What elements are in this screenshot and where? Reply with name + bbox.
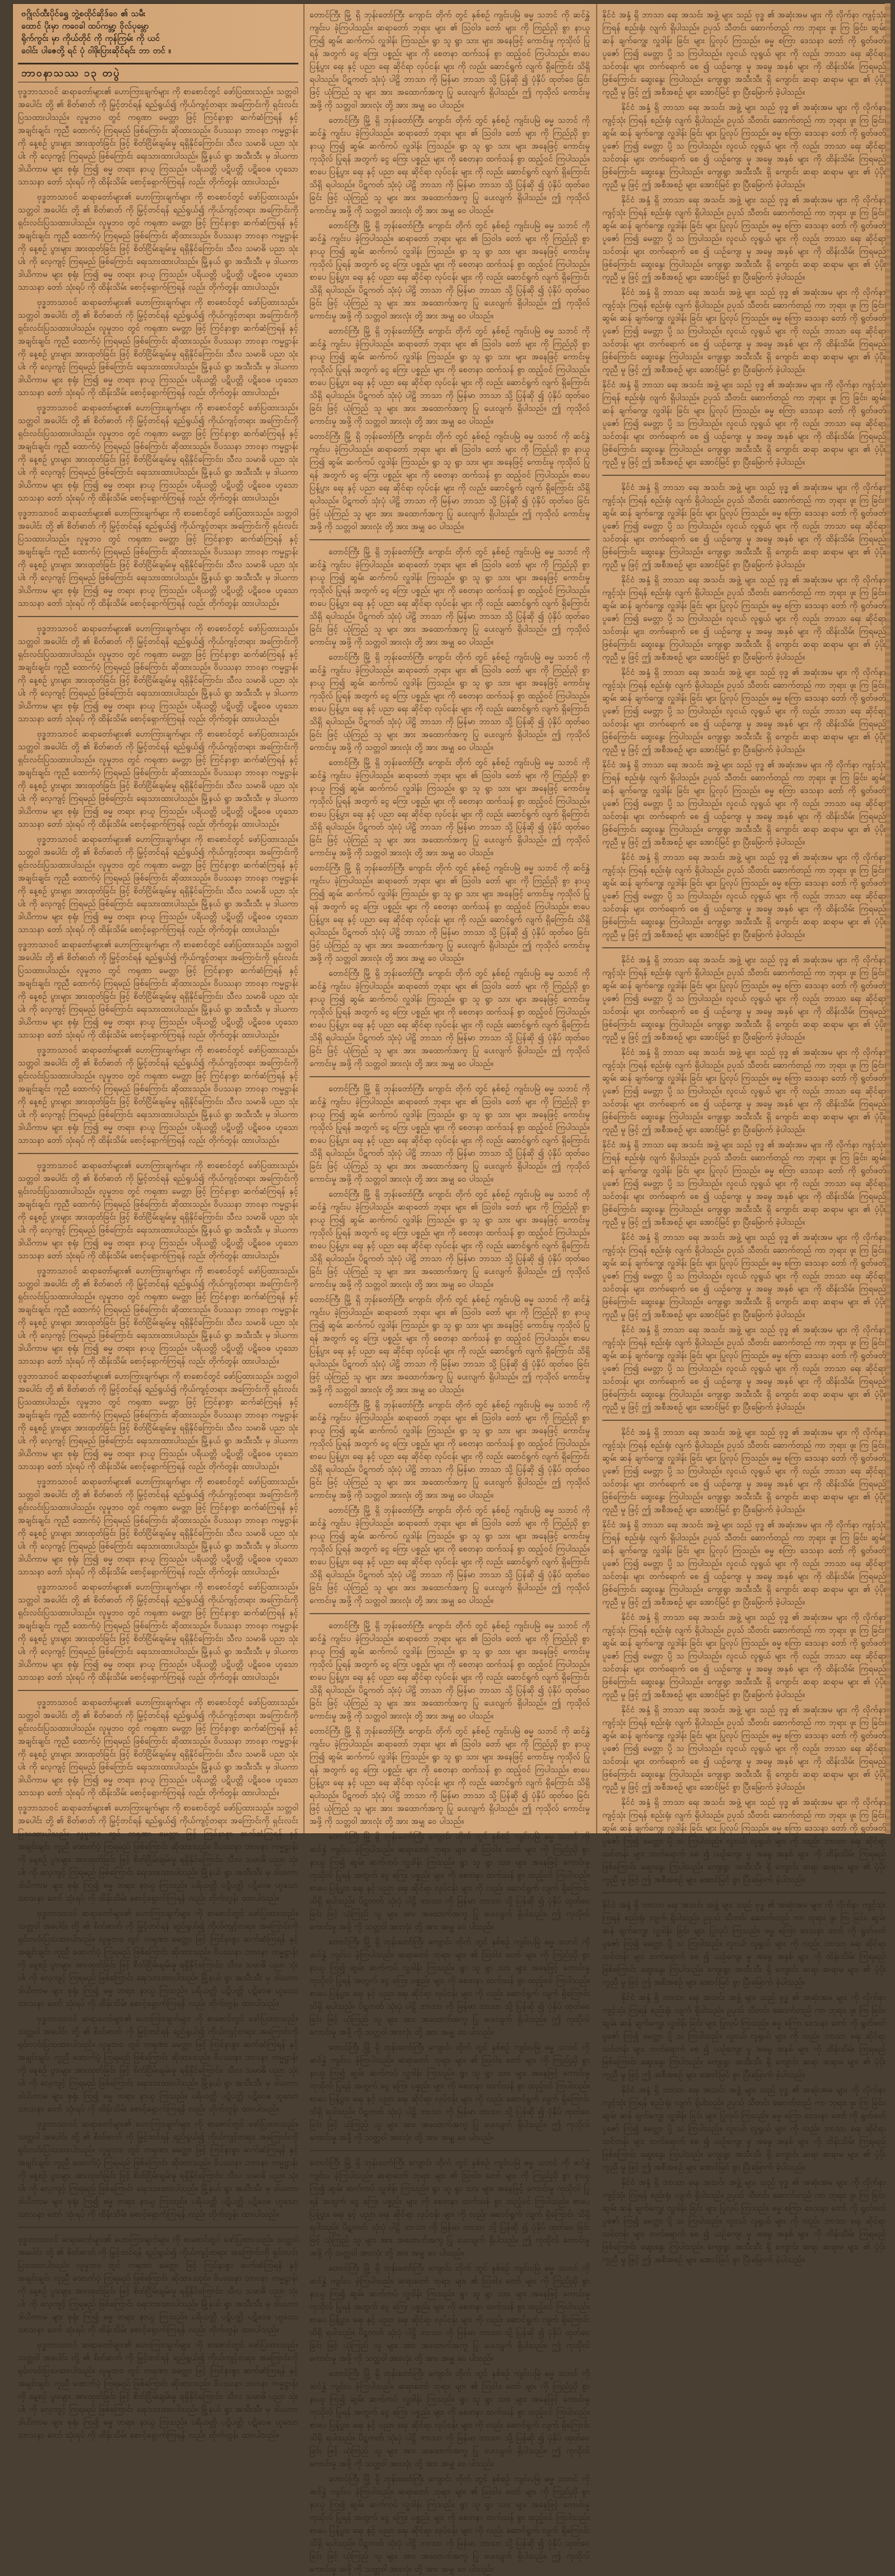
article-paragraph: တောင်ကြီး မြို့ ရှိ ဘုန်းတော်ကြီး ကျောင်း တိုက် တွင် နှစ်စဉ် ကျင်းပမြဲ ဓမ္မ သဘင် ကို ဆင်နွှဲ ကျင်းပ ခဲ့ကြပါသည်။ ဆရာတော် ဘုရား များ ၏ ဩဝါဒ တော် များ ကို ကြည်ညို စွာ နာယူ ကြ၍ ဆွမ်း ဆက်ကပ် လှူဒါန်း ကြသည်။ ရွာ သူ ရွာ သား များ အနေဖြင့် ကောင်းမှု ကုသိုလ် ပြုရန် အတွက် ငွေ ကြေး ပစ္စည်း များ ကို စေတနာ ထက်သန် စွာ ထည့်ဝင် ကြပါသည်။ စာပေ ပြန့်ပွား ရေး နှင့် ပညာ ရေး ဆိုင်ရာ လုပ်ငန်း များ ကို လည်း ဆောင်ရွက် လျက် ရှိကြောင်း သိရှိ ရပါသည်။ ပိဋကတ် သုံးပုံ ပါဠိ ဘာသာ ကို မြန်မာ ဘာသာ သို့ ပြန်ဆို ၍ ပုံနှိပ် ထုတ်ဝေ ခြင်း ဖြင့် ယုံကြည် သူ များ အား အထောက်အကူ ပြု ပေးလျက် ရှိပါသည်။ ဤ ကုသိုလ် ကောင်းမှု အဖို့ ကို သတ္တဝါ အားလုံး တို့ အား အမျှ ဝေ ပါသည်။ xyxy=(310,2369,590,2468)
section-divider xyxy=(602,947,886,948)
section-divider xyxy=(18,1690,298,1691)
article-paragraph: ဗုဒ္ဓဘာသာဝင် ဆရာတော်များ၏ ဟောကြားချက်များ ကို စာစောင်တွင် ဖော်ပြထားသည်။ သတ္တဝါ အပေါင်း တို့ ၏ စိတ်ဓာတ် ကို မြှင့်တင်ရန် ရည်ရွယ်၍ ကိုယ်ကျင့်တရား အကြောင်းကို ရှင်းလင်းပြသထားပါသည်။ လူမှုဘဝ တွင် ကရုဏာ မေတ္တာ ဖြင့် ကြင်နာစွာ ဆက်ဆံကြရန် နှင့် အချင်းချင်း ကူညီ ထောက်ပံ့ ကြရမည် ဖြစ်ကြောင်း ဆိုထားသည်။ ဝိပဿနာ ဘာဝနာ ကမ္မဋ္ဌာန်း ကို နေ့စဉ် ပွားများ အားထုတ်ခြင်း ဖြင့် စိတ်ငြိမ်းချမ်းမှု ရရှိနိုင်ကြောင်း၊ သီလ သမာဓိ ပညာ သုံးပါး ကို လေ့ကျင့် ကြရမည် ဖြစ်ကြောင်း ရေးသားထားပါသည်။ မြို့နယ် ရွာ အသီးသီး မှ ဒါယကာ ဒါယိကာမ များ စုရုံး ကြ၍ ဓမ္မ တရား နာယူ ကြသည်။ ပရိယတ္တိ ပဋိပတ္တိ ပဋိဝေဓ ဟူသော သာသနာ တော် သုံးရပ် ကို ထိန်းသိမ်း စောင့်ရှောက်ကြရန် လည်း တိုက်တွန်း ထားပါသည်။ xyxy=(18,298,298,397)
header-line: ရိုက်ကွင်း မှာ ကိုယ်တိုင် ကို ကုန်ကြမ်း ကို ယင် xyxy=(21,34,160,43)
column-1 xyxy=(18,3,298,2440)
article-paragraph: တောင်ကြီး မြို့ ရှိ ဘုန်းတော်ကြီး ကျောင်း တိုက် တွင် နှစ်စဉ် ကျင်းပမြဲ ဓမ္မ သဘင် ကို ဆင်နွှဲ ကျင်းပ ခဲ့ကြပါသည်။ ဆရာတော် ဘုရား များ ၏ ဩဝါဒ တော် များ ကို ကြည်ညို စွာ နာယူ ကြ၍ ဆွမ်း ဆက်ကပ် လှူဒါန်း ကြသည်။ ရွာ သူ ရွာ သား များ အနေဖြင့် ကောင်းမှု ကုသိုလ် ပြုရန် အတွက် ငွေ ကြေး ပစ္စည်း များ ကို စေတနာ ထက်သန် စွာ ထည့်ဝင် ကြပါသည်။ စာပေ ပြန့်ပွား ရေး နှင့် ပညာ ရေး ဆိုင်ရာ လုပ်ငန်း များ ကို လည်း ဆောင်ရွက် လျက် ရှိကြောင်း သိရှိ ရပါသည်။ ပိဋကတ် သုံးပုံ ပါဠိ ဘာသာ ကို မြန်မာ ဘာသာ သို့ ပြန်ဆို ၍ ပုံနှိပ် ထုတ်ဝေ ခြင်း ဖြင့် ယုံကြည် သူ များ အား အထောက်အကူ ပြု ပေးလျက် ရှိပါသည်။ ဤ ကုသိုလ် ကောင်းမှု အဖို့ ကို သတ္တဝါ အားလုံး တို့ အား အမျှ ဝေ ပါသည်။ xyxy=(310,1727,590,1826)
article-paragraph: နိုင်ငံ အနှံ့ ရှိ ဘာသာ ရေး အသင်း အဖွဲ့ များ သည် ဗုဒ္ဓ ၏ အဆုံးအမ များ ကို လိုက်နာ ကျင့်သုံး ကြရန် စည်းရုံး လျက် ရှိပါသည်။ ဥပုသ် သီတင်း ဆောက်တည် ကာ ဘုရား ဖူး ကြ ခြင်း၊ ဆွမ်း ဆန် ချက်ကျွေး လှူဒါန်း ခြင်း များ ပြုလုပ် ကြသည်။ ဓမ္မ စကြာ ဒေသနာ တော် ကို ရွတ်ဖတ် ပူဇော် ကြ၍ မေတ္တာ ပို့ သ ကြပါသည်။ လူငယ် လူရွယ် များ ကို လည်း ဘာသာ ရေး ဆိုင်ရာ သင်တန်း များ တက်ရောက် စေ ၍ ယဉ်ကျေး မှု အမွေ အနှစ် များ ကို ထိန်းသိမ်း ကြရမည် ဖြစ်ကြောင်း ဆွေးနွေး ကြပါသည်။ ကျေးရွာ အသီးသီး ရှိ ကျောင်း ဆရာ ဆရာမ များ ၏ ပံ့ပိုး ကူညီ မှု ဖြင့် ဤ အစီအစဉ် များ အောင်မြင် စွာ ပြီးမြောက် ခဲ့ပါသည်။ xyxy=(602,956,886,1042)
article-paragraph: တောင်ကြီး မြို့ ရှိ ဘုန်းတော်ကြီး ကျောင်း တိုက် တွင် နှစ်စဉ် ကျင်းပမြဲ ဓမ္မ သဘင် ကို ဆင်နွှဲ ကျင်းပ ခဲ့ကြပါသည်။ ဆရာတော် ဘုရား များ ၏ ဩဝါဒ တော် များ ကို ကြည်ညို စွာ နာယူ ကြ၍ ဆွမ်း ဆက်ကပ် လှူဒါန်း ကြသည်။ ရွာ သူ ရွာ သား များ အနေဖြင့် ကောင်းမှု ကုသိုလ် ပြုရန် အတွက် ငွေ ကြေး ပစ္စည်း များ ကို စေတနာ ထက်သန် စွာ ထည့်ဝင် ကြပါသည်။ စာပေ ပြန့်ပွား ရေး နှင့် ပညာ ရေး ဆိုင်ရာ လုပ်ငန်း များ ကို လည်း ဆောင်ရွက် လျက် ရှိကြောင်း သိရှိ ရပါသည်။ ပိဋကတ် သုံးပုံ ပါဠိ ဘာသာ ကို မြန်မာ ဘာသာ သို့ ပြန်ဆို ၍ ပုံနှိပ် ထုတ်ဝေ ခြင်း ဖြင့် ယုံကြည် သူ များ အား အထောက်အကူ ပြု ပေးလျက် ရှိပါသည်။ ဤ ကုသိုလ် ကောင်းမှု အဖို့ ကို သတ္တဝါ အားလုံး တို့ အား အမျှ ဝေ ပါသည်။ xyxy=(310,1506,590,1605)
article-paragraph: နိုင်ငံ အနှံ့ ရှိ ဘာသာ ရေး အသင်း အဖွဲ့ များ သည် ဗုဒ္ဓ ၏ အဆုံးအမ များ ကို လိုက်နာ ကျင့်သုံး ကြရန် စည်းရုံး လျက် ရှိပါသည်။ ဥပုသ် သီတင်း ဆောက်တည် ကာ ဘုရား ဖူး ကြ ခြင်း၊ ဆွမ်း ဆန် ချက်ကျွေး လှူဒါန်း ခြင်း များ ပြုလုပ် ကြသည်။ ဓမ္မ စကြာ ဒေသနာ တော် ကို ရွတ်ဖတ် ပူဇော် ကြ၍ မေတ္တာ ပို့ သ ကြပါသည်။ လူငယ် လူရွယ် များ ကို လည်း ဘာသာ ရေး ဆိုင်ရာ သင်တန်း များ တက်ရောက် စေ ၍ ယဉ်ကျေး မှု အမွေ အနှစ် များ ကို ထိန်းသိမ်း ကြရမည် ဖြစ်ကြောင်း ဆွေးနွေး ကြပါသည်။ ကျေးရွာ အသီးသီး ရှိ ကျောင်း ဆရာ ဆရာမ များ ၏ ပံ့ပိုး ကူညီ မှု ဖြင့် ဤ အစီအစဉ် များ အောင်မြင် စွာ ပြီးမြောက် ခဲ့ပါသည်။ xyxy=(602,1048,886,1134)
article-paragraph: ဗုဒ္ဓဘာသာဝင် ဆရာတော်များ၏ ဟောကြားချက်များ ကို စာစောင်တွင် ဖော်ပြထားသည်။ သတ္တဝါ အပေါင်း တို့ ၏ စိတ်ဓာတ် ကို မြှင့်တင်ရန် ရည်ရွယ်၍ ကိုယ်ကျင့်တရား အကြောင်းကို ရှင်းလင်းပြသထားပါသည်။ လူမှုဘဝ တွင် ကရုဏာ မေတ္တာ ဖြင့် ကြင်နာစွာ ဆက်ဆံကြရန် နှင့် အချင်းချင်း ကူညီ ထောက်ပံ့ ကြရမည် ဖြစ်ကြောင်း ဆိုထားသည်။ ဝိပဿနာ ဘာဝနာ ကမ္မဋ္ဌာန်း ကို နေ့စဉ် ပွားများ အားထုတ်ခြင်း ဖြင့် စိတ်ငြိမ်းချမ်းမှု ရရှိနိုင်ကြောင်း၊ သီလ သမာဓိ ပညာ သုံးပါး ကို လေ့ကျင့် ကြရမည် ဖြစ်ကြောင်း ရေးသားထားပါသည်။ မြို့နယ် ရွာ အသီးသီး မှ ဒါယကာ ဒါယိကာမ များ စုရုံး ကြ၍ ဓမ္မ တရား နာယူ ကြသည်။ ပရိယတ္တိ ပဋိပတ္တိ ပဋိဝေဓ ဟူသော သာသနာ တော် သုံးရပ် ကို ထိန်းသိမ်း စောင့်ရှောက်ကြရန် လည်း တိုက်တွန်း ထားပါသည်။ xyxy=(18,404,298,503)
article-paragraph: တောင်ကြီး မြို့ ရှိ ဘုန်းတော်ကြီး ကျောင်း တိုက် တွင် နှစ်စဉ် ကျင်းပမြဲ ဓမ္မ သဘင် ကို ဆင်နွှဲ ကျင်းပ ခဲ့ကြပါသည်။ ဆရာတော် ဘုရား များ ၏ ဩဝါဒ တော် များ ကို ကြည်ညို စွာ နာယူ ကြ၍ ဆွမ်း ဆက်ကပ် လှူဒါန်း ကြသည်။ ရွာ သူ ရွာ သား များ အနေဖြင့် ကောင်းမှု ကုသိုလ် ပြုရန် အတွက် ငွေ ကြေး ပစ္စည်း များ ကို စေတနာ ထက်သန် စွာ ထည့်ဝင် ကြပါသည်။ စာပေ ပြန့်ပွား ရေး နှင့် ပညာ ရေး ဆိုင်ရာ လုပ်ငန်း များ ကို လည်း ဆောင်ရွက် လျက် ရှိကြောင်း သိရှိ ရပါသည်။ ပိဋကတ် သုံးပုံ ပါဠိ ဘာသာ ကို မြန်မာ ဘာသာ သို့ ပြန်ဆို ၍ ပုံနှိပ် ထုတ်ဝေ ခြင်း ဖြင့် ယုံကြည် သူ များ အား အထောက်အကူ ပြု ပေးလျက် ရှိပါသည်။ ဤ ကုသိုလ် ကောင်းမှု အဖို့ ကို သတ္တဝါ အားလုံး တို့ အား အမျှ ဝေ ပါသည်။ xyxy=(310,432,590,531)
article-paragraph: နိုင်ငံ အနှံ့ ရှိ ဘာသာ ရေး အသင်း အဖွဲ့ များ သည် ဗုဒ္ဓ ၏ အဆုံးအမ များ ကို လိုက်နာ ကျင့်သုံး ကြရန် စည်းရုံး လျက် ရှိပါသည်။ ဥပုသ် သီတင်း ဆောက်တည် ကာ ဘုရား ဖူး ကြ ခြင်း၊ ဆွမ်း ဆန် ချက်ကျွေး လှူဒါန်း ခြင်း များ ပြုလုပ် ကြသည်။ ဓမ္မ စကြာ ဒေသနာ တော် ကို ရွတ်ဖတ် ပူဇော် ကြ၍ မေတ္တာ ပို့ သ ကြပါသည်။ လူငယ် လူရွယ် များ ကို လည်း ဘာသာ ရေး ဆိုင်ရာ သင်တန်း များ တက်ရောက် စေ ၍ ယဉ်ကျေး မှု အမွေ အနှစ် များ ကို ထိန်းသိမ်း ကြရမည် ဖြစ်ကြောင်း ဆွေးနွေး ကြပါသည်။ ကျေးရွာ အသီးသီး ရှိ ကျောင်း ဆရာ ဆရာမ များ ၏ ပံ့ပိုး ကူညီ မှု ဖြင့် ဤ အစီအစဉ် များ အောင်မြင် စွာ ပြီးမြောက် ခဲ့ပါသည်။ xyxy=(602,668,886,754)
article-paragraph: တောင်ကြီး မြို့ ရှိ ဘုန်းတော်ကြီး ကျောင်း တိုက် တွင် နှစ်စဉ် ကျင်းပမြဲ ဓမ္မ သဘင် ကို ဆင်နွှဲ ကျင်းပ ခဲ့ကြပါသည်။ ဆရာတော် ဘုရား များ ၏ ဩဝါဒ တော် များ ကို ကြည်ညို စွာ နာယူ ကြ၍ ဆွမ်း ဆက်ကပ် လှူဒါန်း ကြသည်။ ရွာ သူ ရွာ သား များ အနေဖြင့် ကောင်းမှု ကုသိုလ် ပြုရန် အတွက် ငွေ ကြေး ပစ္စည်း များ ကို စေတနာ ထက်သန် စွာ ထည့်ဝင် ကြပါသည်။ စာပေ ပြန့်ပွား ရေး နှင့် ပညာ ရေး ဆိုင်ရာ လုပ်ငန်း များ ကို လည်း ဆောင်ရွက် လျက် ရှိကြောင်း သိရှိ ရပါသည်။ ပိဋကတ် သုံးပုံ ပါဠိ ဘာသာ ကို မြန်မာ ဘာသာ သို့ ပြန်ဆို ၍ ပုံနှိပ် ထုတ်ဝေ ခြင်း ဖြင့် ယုံကြည် သူ များ အား အထောက်အကူ ပြု ပေးလျက် ရှိပါသည်။ ဤ ကုသိုလ် ကောင်းမှု အဖို့ ကို သတ္တဝါ အားလုံး တို့ အား အမျှ ဝေ ပါသည်။ xyxy=(310,1832,590,1931)
article-paragraph: တောင်ကြီး မြို့ ရှိ ဘုန်းတော်ကြီး ကျောင်း တိုက် တွင် နှစ်စဉ် ကျင်းပမြဲ ဓမ္မ သဘင် ကို ဆင်နွှဲ ကျင်းပ ခဲ့ကြပါသည်။ ဆရာတော် ဘုရား များ ၏ ဩဝါဒ တော် များ ကို ကြည်ညို စွာ နာယူ ကြ၍ ဆွမ်း ဆက်ကပ် လှူဒါန်း ကြသည်။ ရွာ သူ ရွာ သား များ အနေဖြင့် ကောင်းမှု ကုသိုလ် ပြုရန် အတွက် ငွေ ကြေး ပစ္စည်း များ ကို စေတနာ ထက်သန် စွာ ထည့်ဝင် ကြပါသည်။ စာပေ ပြန့်ပွား ရေး နှင့် ပညာ ရေး ဆိုင်ရာ လုပ်ငန်း များ ကို လည်း ဆောင်ရွက် လျက် ရှိကြောင်း သိရှိ ရပါသည်။ ပိဋကတ် သုံးပုံ ပါဠိ ဘာသာ ကို မြန်မာ ဘာသာ သို့ ပြန်ဆို ၍ ပုံနှိပ် ထုတ်ဝေ ခြင်း ဖြင့် ယုံကြည် သူ များ အား အထောက်အကူ ပြု ပေးလျက် ရှိပါသည်။ ဤ ကုသိုလ် ကောင်းမှု အဖို့ ကို သတ္တဝါ အားလုံး တို့ အား အမျှ ဝေ ပါသည်။ xyxy=(310,969,590,1068)
article-paragraph: ဗုဒ္ဓဘာသာဝင် ဆရာတော်များ၏ ဟောကြားချက်များ ကို စာစောင်တွင် ဖော်ပြထားသည်။ သတ္တဝါ အပေါင်း တို့ ၏ စိတ်ဓာတ် ကို မြှင့်တင်ရန် ရည်ရွယ်၍ ကိုယ်ကျင့်တရား အကြောင်းကို ရှင်းလင်းပြသထားပါသည်။ လူမှုဘဝ တွင် ကရုဏာ မေတ္တာ ဖြင့် ကြင်နာစွာ ဆက်ဆံကြရန် နှင့် အချင်းချင်း ကူညီ ထောက်ပံ့ ကြရမည် ဖြစ်ကြောင်း ဆိုထားသည်။ ဝိပဿနာ ဘာဝနာ ကမ္မဋ္ဌာန်း ကို နေ့စဉ် ပွားများ အားထုတ်ခြင်း ဖြင့် စိတ်ငြိမ်းချမ်းမှု ရရှိနိုင်ကြောင်း၊ သီလ သမာဓိ ပညာ သုံးပါး ကို လေ့ကျင့် ကြရမည် ဖြစ်ကြောင်း ရေးသားထားပါသည်။ မြို့နယ် ရွာ အသီးသီး မှ ဒါယကာ ဒါယိကာမ များ စုရုံး ကြ၍ ဓမ္မ တရား နာယူ ကြသည်။ ပရိယတ္တိ ပဋိပတ္တိ ပဋိဝေဓ ဟူသော သာသနာ တော် သုံးရပ် ကို ထိန်းသိမ်း စောင့်ရှောက်ကြရန် လည်း တိုက်တွန်း ထားပါသည်။ xyxy=(18,193,298,292)
article-paragraph: နိုင်ငံ အနှံ့ ရှိ ဘာသာ ရေး အသင်း အဖွဲ့ များ သည် ဗုဒ္ဓ ၏ အဆုံးအမ များ ကို လိုက်နာ ကျင့်သုံး ကြရန် စည်းရုံး လျက် ရှိပါသည်။ ဥပုသ် သီတင်း ဆောက်တည် ကာ ဘုရား ဖူး ကြ ခြင်း၊ ဆွမ်း ဆန် ချက်ကျွေး လှူဒါန်း ခြင်း များ ပြုလုပ် ကြသည်။ ဓမ္မ စကြာ ဒေသနာ တော် ကို ရွတ်ဖတ် ပူဇော် ကြ၍ မေတ္တာ ပို့ သ ကြပါသည်။ လူငယ် လူရွယ် များ ကို လည်း ဘာသာ ရေး ဆိုင်ရာ သင်တန်း များ တက်ရောက် စေ ၍ ယဉ်ကျေး မှု အမွေ အနှစ် များ ကို ထိန်းသိမ်း ကြရမည် ဖြစ်ကြောင်း ဆွေးနွေး ကြပါသည်။ ကျေးရွာ အသီးသီး ရှိ ကျောင်း ဆရာ ဆရာမ များ ၏ ပံ့ပိုး ကူညီ မှု ဖြင့် ဤ အစီအစဉ် များ အောင်မြင် စွာ ပြီးမြောက် ခဲ့ပါသည်။ xyxy=(602,288,886,374)
article-paragraph: ဗုဒ္ဓဘာသာဝင် ဆရာတော်များ၏ ဟောကြားချက်များ ကို စာစောင်တွင် ဖော်ပြထားသည်။ သတ္တဝါ အပေါင်း တို့ ၏ စိတ်ဓာတ် ကို မြှင့်တင်ရန် ရည်ရွယ်၍ ကိုယ်ကျင့်တရား အကြောင်းကို ရှင်းလင်းပြသထားပါသည်။ လူမှုဘဝ တွင် ကရုဏာ မေတ္တာ ဖြင့် ကြင်နာစွာ ဆက်ဆံကြရန် နှင့် အချင်းချင်း ကူညီ ထောက်ပံ့ ကြရမည် ဖြစ်ကြောင်း ဆိုထားသည်။ ဝိပဿနာ ဘာဝနာ ကမ္မဋ္ဌာန်း ကို နေ့စဉ် ပွားများ အားထုတ်ခြင်း ဖြင့် စိတ်ငြိမ်းချမ်းမှု ရရှိနိုင်ကြောင်း၊ သီလ သမာဓိ ပညာ သုံးပါး ကို လေ့ကျင့် ကြရမည် ဖြစ်ကြောင်း ရေးသားထားပါသည်။ မြို့နယ် ရွာ အသီးသီး မှ ဒါယကာ ဒါယိကာမ များ စုရုံး ကြ၍ ဓမ္မ တရား နာယူ ကြသည်။ ပရိယတ္တိ ပဋိပတ္တိ ပဋိဝေဓ ဟူသော သာသနာ တော် သုံးရပ် ကို ထိန်းသိမ်း စောင့်ရှောက်ကြရန် လည်း တိုက်တွန်း ထားပါသည်။ xyxy=(18,87,298,187)
article-paragraph: နိုင်ငံ အနှံ့ ရှိ ဘာသာ ရေး အသင်း အဖွဲ့ များ သည် ဗုဒ္ဓ ၏ အဆုံးအမ များ ကို လိုက်နာ ကျင့်သုံး ကြရန် စည်းရုံး လျက် ရှိပါသည်။ ဥပုသ် သီတင်း ဆောက်တည် ကာ ဘုရား ဖူး ကြ ခြင်း၊ ဆွမ်း ဆန် ချက်ကျွေး လှူဒါန်း ခြင်း များ ပြုလုပ် ကြသည်။ ဓမ္မ စကြာ ဒေသနာ တော် ကို ရွတ်ဖတ် ပူဇော် ကြ၍ မေတ္တာ ပို့ သ ကြပါသည်။ လူငယ် လူရွယ် များ ကို လည်း ဘာသာ ရေး ဆိုင်ရာ သင်တန်း များ တက်ရောက် စေ ၍ ယဉ်ကျေး မှု အမွေ အနှစ် များ ကို ထိန်းသိမ်း ကြရမည် ဖြစ်ကြောင်း ဆွေးနွေး ကြပါသည်။ ကျေးရွာ အသီးသီး ရှိ ကျောင်း ဆရာ ဆရာမ များ ၏ ပံ့ပိုး ကူညီ မှု ဖြင့် ဤ အစီအစဉ် များ အောင်မြင် စွာ ပြီးမြောက် ခဲ့ပါသည်။ xyxy=(602,1233,886,1319)
article-paragraph: နိုင်ငံ အနှံ့ ရှိ ဘာသာ ရေး အသင်း အဖွဲ့ များ သည် ဗုဒ္ဓ ၏ အဆုံးအမ များ ကို လိုက်နာ ကျင့်သုံး ကြရန် စည်းရုံး လျက် ရှိပါသည်။ ဥပုသ် သီတင်း ဆောက်တည် ကာ ဘုရား ဖူး ကြ ခြင်း၊ ဆွမ်း ဆန် ချက်ကျွေး လှူဒါန်း ခြင်း များ ပြုလုပ် ကြသည်။ ဓမ္မ စကြာ ဒေသနာ တော် ကို ရွတ်ဖတ် ပူဇော် ကြ၍ မေတ္တာ ပို့ သ ကြပါသည်။ လူငယ် လူရွယ် များ ကို လည်း ဘာသာ ရေး ဆိုင်ရာ သင်တန်း များ တက်ရောက် စေ ၍ ယဉ်ကျေး မှု အမွေ အနှစ် များ ကို ထိန်းသိမ်း ကြရမည် ဖြစ်ကြောင်း ဆွေးနွေး ကြပါသည်။ ကျေးရွာ အသီးသီး ရှိ ကျောင်း ဆရာ ဆရာမ များ ၏ ပံ့ပိုး ကူညီ မှု ဖြင့် ဤ အစီအစဉ် များ အောင်မြင် စွာ ပြီးမြောက် ခဲ့ပါသည်။ xyxy=(602,103,886,189)
article-paragraph: တောင်ကြီး မြို့ ရှိ ဘုန်းတော်ကြီး ကျောင်း တိုက် တွင် နှစ်စဉ် ကျင်းပမြဲ ဓမ္မ သဘင် ကို ဆင်နွှဲ ကျင်းပ ခဲ့ကြပါသည်။ ဆရာတော် ဘုရား များ ၏ ဩဝါဒ တော် များ ကို ကြည်ညို စွာ နာယူ ကြ၍ ဆွမ်း ဆက်ကပ် လှူဒါန်း ကြသည်။ ရွာ သူ ရွာ သား များ အနေဖြင့် ကောင်းမှု ကုသိုလ် ပြုရန် အတွက် ငွေ ကြေး ပစ္စည်း များ ကို စေတနာ ထက်သန် စွာ ထည့်ဝင် ကြပါသည်။ စာပေ ပြန့်ပွား ရေး နှင့် ပညာ ရေး ဆိုင်ရာ လုပ်ငန်း များ ကို လည်း ဆောင်ရွက် လျက် ရှိကြောင်း သိရှိ ရပါသည်။ ပိဋကတ် သုံးပုံ ပါဠိ ဘာသာ ကို မြန်မာ ဘာသာ သို့ ပြန်ဆို ၍ ပုံနှိပ် ထုတ်ဝေ ခြင်း ဖြင့် ယုံကြည် သူ များ အား အထောက်အကူ ပြု ပေးလျက် ရှိပါသည်။ ဤ ကုသိုလ် ကောင်းမှု အဖို့ ကို သတ္တဝါ အားလုံး တို့ အား အမျှ ဝေ ပါသည်။ xyxy=(310,2043,590,2142)
article-paragraph: နိုင်ငံ အနှံ့ ရှိ ဘာသာ ရေး အသင်း အဖွဲ့ များ သည် ဗုဒ္ဓ ၏ အဆုံးအမ များ ကို လိုက်နာ ကျင့်သုံး ကြရန် စည်းရုံး လျက် ရှိပါသည်။ ဥပုသ် သီတင်း ဆောက်တည် ကာ ဘုရား ဖူး ကြ ခြင်း၊ ဆွမ်း ဆန် ချက်ကျွေး လှူဒါန်း ခြင်း များ ပြုလုပ် ကြသည်။ ဓမ္မ စကြာ ဒေသနာ တော် ကို ရွတ်ဖတ် ပူဇော် ကြ၍ မေတ္တာ ပို့ သ ကြပါသည်။ လူငယ် လူရွယ် များ ကို လည်း ဘာသာ ရေး ဆိုင်ရာ သင်တန်း များ တက်ရောက် စေ ၍ ယဉ်ကျေး မှု အမွေ အနှစ် များ ကို ထိန်းသိမ်း ကြရမည် ဖြစ်ကြောင်း ဆွေးနွေး ကြပါသည်။ ကျေးရွာ အသီးသီး ရှိ ကျောင်း ဆရာ ဆရာမ များ ၏ ပံ့ပိုး ကူညီ မှု ဖြင့် ဤ အစီအစဉ် များ အောင်မြင် စွာ ပြီးမြောက် ခဲ့ပါသည်။ xyxy=(602,196,886,282)
section-divider xyxy=(310,539,590,540)
article-paragraph: နိုင်ငံ အနှံ့ ရှိ ဘာသာ ရေး အသင်း အဖွဲ့ များ သည် ဗုဒ္ဓ ၏ အဆုံးအမ များ ကို လိုက်နာ ကျင့်သုံး ကြရန် စည်းရုံး လျက် ရှိပါသည်။ ဥပုသ် သီတင်း ဆောက်တည် ကာ ဘုရား ဖူး ကြ ခြင်း၊ ဆွမ်း ဆန် ချက်ကျွေး လှူဒါန်း ခြင်း များ ပြုလုပ် ကြသည်။ ဓမ္မ စကြာ ဒေသနာ တော် ကို ရွတ်ဖတ် ပူဇော် ကြ၍ မေတ္တာ ပို့ သ ကြပါသည်။ လူငယ် လူရွယ် များ ကို လည်း ဘာသာ ရေး ဆိုင်ရာ သင်တန်း များ တက်ရောက် စေ ၍ ယဉ်ကျေး မှု အမွေ အနှစ် များ ကို ထိန်းသိမ်း ကြရမည် ဖြစ်ကြောင်း ဆွေးနွေး ကြပါသည်။ ကျေးရွာ အသီးသီး ရှိ ကျောင်း ဆရာ ဆရာမ များ ၏ ပံ့ပိုး ကူညီ မှု ဖြင့် ဤ အစီအစဉ် များ အောင်မြင် စွာ ပြီးမြောက် ခဲ့ပါသည်။ xyxy=(602,576,886,662)
article-paragraph: တောင်ကြီး မြို့ ရှိ ဘုန်းတော်ကြီး ကျောင်း တိုက် တွင် နှစ်စဉ် ကျင်းပမြဲ ဓမ္မ သဘင် ကို ဆင်နွှဲ ကျင်းပ ခဲ့ကြပါသည်။ ဆရာတော် ဘုရား များ ၏ ဩဝါဒ တော် များ ကို ကြည်ညို စွာ နာယူ ကြ၍ ဆွမ်း ဆက်ကပ် လှူဒါန်း ကြသည်။ ရွာ သူ ရွာ သား များ အနေဖြင့် ကောင်းမှု ကုသိုလ် ပြုရန် အတွက် ငွေ ကြေး ပစ္စည်း များ ကို စေတနာ ထက်သန် စွာ ထည့်ဝင် ကြပါသည်။ စာပေ ပြန့်ပွား ရေး နှင့် ပညာ ရေး ဆိုင်ရာ လုပ်ငန်း များ ကို လည်း ဆောင်ရွက် လျက် ရှိကြောင်း သိရှိ ရပါသည်။ ပိဋကတ် သုံးပုံ ပါဠိ ဘာသာ ကို မြန်မာ ဘာသာ သို့ ပြန်ဆို ၍ ပုံနှိပ် ထုတ်ဝေ ခြင်း ဖြင့် ယုံကြည် သူ များ အား အထောက်အကူ ပြု ပေးလျက် ရှိပါသည်။ ဤ ကုသိုလ် ကောင်းမှု အဖို့ ကို သတ္တဝါ အားလုံး တို့ အား အမျှ ဝေ ပါသည်။ xyxy=(310,116,590,215)
article-paragraph: တောင်ကြီး မြို့ ရှိ ဘုန်းတော်ကြီး ကျောင်း တိုက် တွင် နှစ်စဉ် ကျင်းပမြဲ ဓမ္မ သဘင် ကို ဆင်နွှဲ ကျင်းပ ခဲ့ကြပါသည်။ ဆရာတော် ဘုရား များ ၏ ဩဝါဒ တော် များ ကို ကြည်ညို စွာ နာယူ ကြ၍ ဆွမ်း ဆက်ကပ် လှူဒါန်း ကြသည်။ ရွာ သူ ရွာ သား များ အနေဖြင့် ကောင်းမှု ကုသိုလ် ပြုရန် အတွက် ငွေ ကြေး ပစ္စည်း များ ကို စေတနာ ထက်သန် စွာ ထည့်ဝင် ကြပါသည်။ စာပေ ပြန့်ပွား ရေး နှင့် ပညာ ရေး ဆိုင်ရာ လုပ်ငန်း များ ကို လည်း ဆောင်ရွက် လျက် ရှိကြောင်း သိရှိ ရပါသည်။ ပိဋကတ် သုံးပုံ ပါဠိ ဘာသာ ကို မြန်မာ ဘာသာ သို့ ပြန်ဆို ၍ ပုံနှိပ် ထုတ်ဝေ ခြင်း ဖြင့် ယုံကြည် သူ များ အား အထောက်အကူ ပြု ပေးလျက် ရှိပါသည်။ ဤ ကုသိုလ် ကောင်းမှု အဖို့ ကို သတ္တဝါ အားလုံး တို့ အား အမျှ ဝေ ပါသည်။ xyxy=(310,1938,590,2037)
section-divider xyxy=(310,1613,590,1614)
header-line: ၓဂ္ဂိုလ်ထီးပိုင်ရွှေ ဘွဲ့စထိုင်ဆိုဒ်ဝေ ၏ သမီး xyxy=(21,10,146,18)
article-paragraph: တောင်ကြီး မြို့ ရှိ ဘုန်းတော်ကြီး ကျောင်း တိုက် တွင် နှစ်စဉ် ကျင်းပမြဲ ဓမ္မ သဘင် ကို ဆင်နွှဲ ကျင်းပ ခဲ့ကြပါသည်။ ဆရာတော် ဘုရား များ ၏ ဩဝါဒ တော် များ ကို ကြည်ညို စွာ နာယူ ကြ၍ ဆွမ်း ဆက်ကပ် လှူဒါန်း ကြသည်။ ရွာ သူ ရွာ သား များ အနေဖြင့် ကောင်းမှု ကုသိုလ် ပြုရန် အတွက် ငွေ ကြေး ပစ္စည်း များ ကို စေတနာ ထက်သန် စွာ ထည့်ဝင် ကြပါသည်။ စာပေ ပြန့်ပွား ရေး နှင့် ပညာ ရေး ဆိုင်ရာ လုပ်ငန်း များ ကို လည်း ဆောင်ရွက် လျက် ရှိကြောင်း သိရှိ ရပါသည်။ ပိဋကတ် သုံးပုံ ပါဠိ ဘာသာ ကို မြန်မာ ဘာသာ သို့ ပြန်ဆို ၍ ပုံနှိပ် ထုတ်ဝေ ခြင်း ဖြင့် ယုံကြည် သူ များ အား အထောက်အကူ ပြု ပေးလျက် ရှိပါသည်။ ဤ ကုသိုလ် ကောင်းမှု အဖို့ ကို သတ္တဝါ အားလုံး တို့ အား အမျှ ဝေ ပါသည်။ xyxy=(310,1295,590,1394)
article-body xyxy=(18,86,298,2442)
article-paragraph: တောင်ကြီး မြို့ ရှိ ဘုန်းတော်ကြီး ကျောင်း တိုက် တွင် နှစ်စဉ် ကျင်းပမြဲ ဓမ္မ သဘင် ကို ဆင်နွှဲ ကျင်းပ ခဲ့ကြပါသည်။ ဆရာတော် ဘုရား များ ၏ ဩဝါဒ တော် များ ကို ကြည်ညို စွာ နာယူ ကြ၍ ဆွမ်း ဆက်ကပ် လှူဒါန်း ကြသည်။ ရွာ သူ ရွာ သား များ အနေဖြင့် ကောင်းမှု ကုသိုလ် ပြုရန် အတွက် ငွေ ကြေး ပစ္စည်း များ ကို စေတနာ ထက်သန် စွာ ထည့်ဝင် ကြပါသည်။ စာပေ ပြန့်ပွား ရေး နှင့် ပညာ ရေး ဆိုင်ရာ လုပ်ငန်း များ ကို လည်း ဆောင်ရွက် လျက် ရှိကြောင်း သိရှိ ရပါသည်။ ပိဋကတ် သုံးပုံ ပါဠိ ဘာသာ ကို မြန်မာ ဘာသာ သို့ ပြန်ဆို ၍ ပုံနှိပ် ထုတ်ဝေ ခြင်း ဖြင့် ယုံကြည် သူ များ အား အထောက်အကူ ပြု ပေးလျက် ရှိပါသည်။ ဤ ကုသိုလ် ကောင်းမှု အဖို့ ကို သတ္တဝါ အားလုံး တို့ အား အမျှ ဝေ ပါသည်။ xyxy=(310,758,590,858)
article-paragraph: နိုင်ငံ အနှံ့ ရှိ ဘာသာ ရေး အသင်း အဖွဲ့ များ သည် ဗုဒ္ဓ ၏ အဆုံးအမ များ ကို လိုက်နာ ကျင့်သုံး ကြရန် စည်းရုံး လျက် ရှိပါသည်။ ဥပုသ် သီတင်း ဆောက်တည် ကာ ဘုရား ဖူး ကြ ခြင်း၊ ဆွမ်း ဆန် ချက်ကျွေး လှူဒါန်း ခြင်း များ ပြုလုပ် ကြသည်။ ဓမ္မ စကြာ ဒေသနာ တော် ကို ရွတ်ဖတ် ပူဇော် ကြ၍ မေတ္တာ ပို့ သ ကြပါသည်။ လူငယ် လူရွယ် များ ကို လည်း ဘာသာ ရေး ဆိုင်ရာ သင်တန်း များ တက်ရောက် စေ ၍ ယဉ်ကျေး မှု အမွေ အနှစ် များ ကို ထိန်းသိမ်း ကြရမည် ဖြစ်ကြောင်း ဆွေးနွေး ကြပါသည်။ ကျေးရွာ အသီးသီး ရှိ ကျောင်း ဆရာ ဆရာမ များ ၏ ပံ့ပိုး ကူညီ မှု ဖြင့် ဤ အစီအစဉ် များ အောင်မြင် စွာ ပြီးမြောက် ခဲ့ပါသည်။ xyxy=(602,761,886,847)
column-3 xyxy=(602,3,886,2264)
article-paragraph: တောင်ကြီး မြို့ ရှိ ဘုန်းတော်ကြီး ကျောင်း တိုက် တွင် နှစ်စဉ် ကျင်းပမြဲ ဓမ္မ သဘင် ကို ဆင်နွှဲ ကျင်းပ ခဲ့ကြပါသည်။ ဆရာတော် ဘုရား များ ၏ ဩဝါဒ တော် များ ကို ကြည်ညို စွာ နာယူ ကြ၍ ဆွမ်း ဆက်ကပ် လှူဒါန်း ကြသည်။ ရွာ သူ ရွာ သား များ အနေဖြင့် ကောင်းမှု ကုသိုလ် ပြုရန် အတွက် ငွေ ကြေး ပစ္စည်း များ ကို စေတနာ ထက်သန် စွာ ထည့်ဝင် ကြပါသည်။ စာပေ ပြန့်ပွား ရေး နှင့် ပညာ ရေး ဆိုင်ရာ လုပ်ငန်း များ ကို လည်း ဆောင်ရွက် လျက် ရှိကြောင်း သိရှိ ရပါသည်။ ပိဋကတ် သုံးပုံ ပါဠိ ဘာသာ ကို မြန်မာ ဘာသာ သို့ ပြန်ဆို ၍ ပုံနှိပ် ထုတ်ဝေ ခြင်း ဖြင့် ယုံကြည် သူ များ အား အထောက်အကူ ပြု ပေးလျက် ရှိပါသည်။ ဤ ကုသိုလ် ကောင်းမှု အဖို့ ကို သတ္တဝါ အားလုံး တို့ အား အမျှ ဝေ ပါသည်။ xyxy=(310,653,590,752)
article-paragraph: တောင်ကြီး မြို့ ရှိ ဘုန်းတော်ကြီး ကျောင်း တိုက် တွင် နှစ်စဉ် ကျင်းပမြဲ ဓမ္မ သဘင် ကို ဆင်နွှဲ ကျင်းပ ခဲ့ကြပါသည်။ ဆရာတော် ဘုရား များ ၏ ဩဝါဒ တော် များ ကို ကြည်ညို စွာ နာယူ ကြ၍ ဆွမ်း ဆက်ကပ် လှူဒါန်း ကြသည်။ ရွာ သူ ရွာ သား များ အနေဖြင့် ကောင်းမှု ကုသိုလ် ပြုရန် အတွက် ငွေ ကြေး ပစ္စည်း များ ကို စေတနာ ထက်သန် စွာ ထည့်ဝင် ကြပါသည်။ စာပေ ပြန့်ပွား ရေး နှင့် ပညာ ရေး ဆိုင်ရာ လုပ်ငန်း များ ကို လည်း ဆောင်ရွက် လျက် ရှိကြောင်း သိရှိ ရပါသည်။ ပိဋကတ် သုံးပုံ ပါဠိ ဘာသာ ကို မြန်မာ ဘာသာ သို့ ပြန်ဆို ၍ ပုံနှိပ် ထုတ်ဝေ ခြင်း ဖြင့် ယုံကြည် သူ များ အား အထောက်အကူ ပြု ပေးလျက် ရှိပါသည်။ ဤ ကုသိုလ် ကောင်းမှု အဖို့ ကို သတ္တဝါ အားလုံး တို့ အား အမျှ ဝေ ပါသည်။ xyxy=(310,2158,590,2258)
article-paragraph: ဗုဒ္ဓဘာသာဝင် ဆရာတော်များ၏ ဟောကြားချက်များ ကို စာစောင်တွင် ဖော်ပြထားသည်။ သတ္တဝါ အပေါင်း တို့ ၏ စိတ်ဓာတ် ကို မြှင့်တင်ရန် ရည်ရွယ်၍ ကိုယ်ကျင့်တရား အကြောင်းကို ရှင်းလင်းပြသထားပါသည်။ လူမှုဘဝ တွင် ကရုဏာ မေတ္တာ ဖြင့် ကြင်နာစွာ ဆက်ဆံကြရန် နှင့် အချင်းချင်း ကူညီ ထောက်ပံ့ ကြရမည် ဖြစ်ကြောင်း ဆိုထားသည်။ ဝိပဿနာ ဘာဝနာ ကမ္မဋ္ဌာန်း ကို နေ့စဉ် ပွားများ အားထုတ်ခြင်း ဖြင့် စိတ်ငြိမ်းချမ်းမှု ရရှိနိုင်ကြောင်း၊ သီလ သမာဓိ ပညာ သုံးပါး ကို လေ့ကျင့် ကြရမည် ဖြစ်ကြောင်း ရေးသားထားပါသည်။ မြို့နယ် ရွာ အသီးသီး မှ ဒါယကာ ဒါယိကာမ များ စုရုံး ကြ၍ ဓမ္မ တရား နာယူ ကြသည်။ ပရိယတ္တိ ပဋိပတ္တိ ပဋိဝေဓ ဟူသော သာသနာ တော် သုံးရပ် ကို ထိန်းသိမ်း စောင့်ရှောက်ကြရန် လည်း တိုက်တွန်း ထားပါသည်။ xyxy=(18,2341,298,2440)
header-block xyxy=(18,3,298,57)
section-divider xyxy=(310,1076,590,1077)
article-paragraph: ဗုဒ္ဓဘာသာဝင် ဆရာတော်များ၏ ဟောကြားချက်များ ကို စာစောင်တွင် ဖော်ပြထားသည်။ သတ္တဝါ အပေါင်း တို့ ၏ စိတ်ဓာတ် ကို မြှင့်တင်ရန် ရည်ရွယ်၍ ကိုယ်ကျင့်တရား အကြောင်းကို ရှင်းလင်းပြသထားပါသည်။ လူမှုဘဝ တွင် ကရုဏာ မေတ္တာ ဖြင့် ကြင်နာစွာ ဆက်ဆံကြရန် နှင့် အချင်းချင်း ကူညီ ထောက်ပံ့ ကြရမည် ဖြစ်ကြောင်း ဆိုထားသည်။ ဝိပဿနာ ဘာဝနာ ကမ္မဋ္ဌာန်း ကို နေ့စဉ် ပွားများ အားထုတ်ခြင်း ဖြင့် စိတ်ငြိမ်းချမ်းမှု ရရှိနိုင်ကြောင်း၊ သီလ သမာဓိ ပညာ သုံးပါး ကို လေ့ကျင့် ကြရမည် ဖြစ်ကြောင်း ရေးသားထားပါသည်။ မြို့နယ် ရွာ အသီးသီး မှ ဒါယကာ ဒါယိကာမ များ စုရုံး ကြ၍ ဓမ္မ တရား နာယူ ကြသည်။ ပရိယတ္တိ ပဋိပတ္တိ ပဋိဝေဓ ဟူသော သာသနာ တော် သုံးရပ် ကို ထိန်းသိမ်း စောင့်ရှောက်ကြရန် လည်း တိုက်တွန်း ထားပါသည်။ xyxy=(18,1804,298,1903)
section-heading: ဘာဝနာသဿ ၁၃ တပွဲ xyxy=(18,63,298,82)
article-paragraph: ဗုဒ္ဓဘာသာဝင် ဆရာတော်များ၏ ဟောကြားချက်များ ကို စာစောင်တွင် ဖော်ပြထားသည်။ သတ္တဝါ အပေါင်း တို့ ၏ စိတ်ဓာတ် ကို မြှင့်တင်ရန် ရည်ရွယ်၍ ကိုယ်ကျင့်တရား အကြောင်းကို ရှင်းလင်းပြသထားပါသည်။ လူမှုဘဝ တွင် ကရုဏာ မေတ္တာ ဖြင့် ကြင်နာစွာ ဆက်ဆံကြရန် နှင့် အချင်းချင်း ကူညီ ထောက်ပံ့ ကြရမည် ဖြစ်ကြောင်း ဆိုထားသည်။ ဝိပဿနာ ဘာဝနာ ကမ္မဋ္ဌာန်း ကို နေ့စဉ် ပွားများ အားထုတ်ခြင်း ဖြင့် စိတ်ငြိမ်းချမ်းမှု ရရှိနိုင်ကြောင်း၊ သီလ သမာဓိ ပညာ သုံးပါး ကို လေ့ကျင့် ကြရမည် ဖြစ်ကြောင်း ရေးသားထားပါသည်။ မြို့နယ် ရွာ အသီးသီး မှ ဒါယကာ ဒါယိကာမ များ စုရုံး ကြ၍ ဓမ္မ တရား နာယူ ကြသည်။ ပရိယတ္တိ ပဋိပတ္တိ ပဋိဝေဓ ဟူသော သာသနာ တော် သုံးရပ် ကို ထိန်းသိမ်း စောင့်ရှောက်ကြရန် လည်း တိုက်တွန်း ထားပါသည်။ xyxy=(18,2014,298,2114)
section-divider xyxy=(18,2227,298,2228)
article-paragraph: နိုင်ငံ အနှံ့ ရှိ ဘာသာ ရေး အသင်း အဖွဲ့ များ သည် ဗုဒ္ဓ ၏ အဆုံးအမ များ ကို လိုက်နာ ကျင့်သုံး ကြရန် စည်းရုံး လျက် ရှိပါသည်။ ဥပုသ် သီတင်း ဆောက်တည် ကာ ဘုရား ဖူး ကြ ခြင်း၊ ဆွမ်း ဆန် ချက်ကျွေး လှူဒါန်း ခြင်း များ ပြုလုပ် ကြသည်။ ဓမ္မ စကြာ ဒေသနာ တော် ကို ရွတ်ဖတ် ပူဇော် ကြ၍ မေတ္တာ ပို့ သ ကြပါသည်။ လူငယ် လူရွယ် များ ကို လည်း ဘာသာ ရေး ဆိုင်ရာ သင်တန်း များ တက်ရောက် စေ ၍ ယဉ်ကျေး မှု အမွေ အနှစ် များ ကို ထိန်းသိမ်း ကြရမည် ဖြစ်ကြောင်း ဆွေးနွေး ကြပါသည်။ ကျေးရွာ အသီးသီး ရှိ ကျောင်း ဆရာ ဆရာမ များ ၏ ပံ့ပိုး ကူညီ မှု ဖြင့် ဤ အစီအစဉ် များ အောင်မြင် စွာ ပြီးမြောက် ခဲ့ပါသည်။ xyxy=(602,1521,886,1607)
article-paragraph: ဗုဒ္ဓဘာသာဝင် ဆရာတော်များ၏ ဟောကြားချက်များ ကို စာစောင်တွင် ဖော်ပြထားသည်။ သတ္တဝါ အပေါင်း တို့ ၏ စိတ်ဓာတ် ကို မြှင့်တင်ရန် ရည်ရွယ်၍ ကိုယ်ကျင့်တရား အကြောင်းကို ရှင်းလင်းပြသထားပါသည်။ လူမှုဘဝ တွင် ကရုဏာ မေတ္တာ ဖြင့် ကြင်နာစွာ ဆက်ဆံကြရန် နှင့် အချင်းချင်း ကူညီ ထောက်ပံ့ ကြရမည် ဖြစ်ကြောင်း ဆိုထားသည်။ ဝိပဿနာ ဘာဝနာ ကမ္မဋ္ဌာန်း ကို နေ့စဉ် ပွားများ အားထုတ်ခြင်း ဖြင့် စိတ်ငြိမ်းချမ်းမှု ရရှိနိုင်ကြောင်း၊ သီလ သမာဓိ ပညာ သုံးပါး ကို လေ့ကျင့် ကြရမည် ဖြစ်ကြောင်း ရေးသားထားပါသည်။ မြို့နယ် ရွာ အသီးသီး မှ ဒါယကာ ဒါယိကာမ များ စုရုံး ကြ၍ ဓမ္မ တရား နာယူ ကြသည်။ ပရိယတ္တိ ပဋိပတ္တိ ပဋိဝေဓ ဟူသော သာသနာ တော် သုံးရပ် ကို ထိန်းသိမ်း စောင့်ရှောက်ကြရန် လည်း တိုက်တွန်း ထားပါသည်။ xyxy=(18,835,298,934)
column-2 xyxy=(310,3,590,2574)
article-paragraph: ဗုဒ္ဓဘာသာဝင် ဆရာတော်များ၏ ဟောကြားချက်များ ကို စာစောင်တွင် ဖော်ပြထားသည်။ သတ္တဝါ အပေါင်း တို့ ၏ စိတ်ဓာတ် ကို မြှင့်တင်ရန် ရည်ရွယ်၍ ကိုယ်ကျင့်တရား အကြောင်းကို ရှင်းလင်းပြသထားပါသည်။ လူမှုဘဝ တွင် ကရုဏာ မေတ္တာ ဖြင့် ကြင်နာစွာ ဆက်ဆံကြရန် နှင့် အချင်းချင်း ကူညီ ထောက်ပံ့ ကြရမည် ဖြစ်ကြောင်း ဆိုထားသည်။ ဝိပဿနာ ဘာဝနာ ကမ္မဋ္ဌာန်း ကို နေ့စဉ် ပွားများ အားထုတ်ခြင်း ဖြင့် စိတ်ငြိမ်းချမ်းမှု ရရှိနိုင်ကြောင်း၊ သီလ သမာဓိ ပညာ သုံးပါး ကို လေ့ကျင့် ကြရမည် ဖြစ်ကြောင်း ရေးသားထားပါသည်။ မြို့နယ် ရွာ အသီးသီး မှ ဒါယကာ ဒါယိကာမ များ စုရုံး ကြ၍ ဓမ္မ တရား နာယူ ကြသည်။ ပရိယတ္တိ ပဋိပတ္တိ ပဋိဝေဓ ဟူသော သာသနာ တော် သုံးရပ် ကို ထိန်းသိမ်း စောင့်ရှောက်ကြရန် လည်း တိုက်တွန်း ထားပါသည်။ xyxy=(18,1267,298,1366)
article-paragraph: ဗုဒ္ဓဘာသာဝင် ဆရာတော်များ၏ ဟောကြားချက်များ ကို စာစောင်တွင် ဖော်ပြထားသည်။ သတ္တဝါ အပေါင်း တို့ ၏ စိတ်ဓာတ် ကို မြှင့်တင်ရန် ရည်ရွယ်၍ ကိုယ်ကျင့်တရား အကြောင်းကို ရှင်းလင်းပြသထားပါသည်။ လူမှုဘဝ တွင် ကရုဏာ မေတ္တာ ဖြင့် ကြင်နာစွာ ဆက်ဆံကြရန် နှင့် အချင်းချင်း ကူညီ ထောက်ပံ့ ကြရမည် ဖြစ်ကြောင်း ဆိုထားသည်။ ဝိပဿနာ ဘာဝနာ ကမ္မဋ္ဌာန်း ကို နေ့စဉ် ပွားများ အားထုတ်ခြင်း ဖြင့် စိတ်ငြိမ်းချမ်းမှု ရရှိနိုင်ကြောင်း၊ သီလ သမာဓိ ပညာ သုံးပါး ကို လေ့ကျင့် ကြရမည် ဖြစ်ကြောင်း ရေးသားထားပါသည်။ မြို့နယ် ရွာ အသီးသီး မှ ဒါယကာ ဒါယိကာမ များ စုရုံး ကြ၍ ဓမ္မ တရား နာယူ ကြသည်။ ပရိယတ္တိ ပဋိပတ္တိ ပဋိဝေဓ ဟူသော သာသနာ တော် သုံးရပ် ကို ထိန်းသိမ်း စောင့်ရှောက်ကြရန် လည်း တိုက်တွန်း ထားပါသည်။ xyxy=(18,730,298,829)
article-paragraph: ဗုဒ္ဓဘာသာဝင် ဆရာတော်များ၏ ဟောကြားချက်များ ကို စာစောင်တွင် ဖော်ပြထားသည်။ သတ္တဝါ အပေါင်း တို့ ၏ စိတ်ဓာတ် ကို မြှင့်တင်ရန် ရည်ရွယ်၍ ကိုယ်ကျင့်တရား အကြောင်းကို ရှင်းလင်းပြသထားပါသည်။ လူမှုဘဝ တွင် ကရုဏာ မေတ္တာ ဖြင့် ကြင်နာစွာ ဆက်ဆံကြရန် နှင့် အချင်းချင်း ကူညီ ထောက်ပံ့ ကြရမည် ဖြစ်ကြောင်း ဆိုထားသည်။ ဝိပဿနာ ဘာဝနာ ကမ္မဋ္ဌာန်း ကို နေ့စဉ် ပွားများ အားထုတ်ခြင်း ဖြင့် စိတ်ငြိမ်းချမ်းမှု ရရှိနိုင်ကြောင်း၊ သီလ သမာဓိ ပညာ သုံးပါး ကို လေ့ကျင့် ကြရမည် ဖြစ်ကြောင်း ရေးသားထားပါသည်။ မြို့နယ် ရွာ အသီးသီး မှ ဒါယကာ ဒါယိကာမ များ စုရုံး ကြ၍ ဓမ္မ တရား နာယူ ကြသည်။ ပရိယတ္တိ ပဋိပတ္တိ ပဋိဝေဓ ဟူသော သာသနာ တော် သုံးရပ် ကို ထိန်းသိမ်း စောင့်ရှောက်ကြရန် လည်း တိုက်တွန်း ထားပါသည်။ xyxy=(18,940,298,1040)
article-paragraph: နိုင်ငံ အနှံ့ ရှိ ဘာသာ ရေး အသင်း အဖွဲ့ များ သည် ဗုဒ္ဓ ၏ အဆုံးအမ များ ကို လိုက်နာ ကျင့်သုံး ကြရန် စည်းရုံး လျက် ရှိပါသည်။ ဥပုသ် သီတင်း ဆောက်တည် ကာ ဘုရား ဖူး ကြ ခြင်း၊ ဆွမ်း ဆန် ချက်ကျွေး လှူဒါန်း ခြင်း များ ပြုလုပ် ကြသည်။ ဓမ္မ စကြာ ဒေသနာ တော် ကို ရွတ်ဖတ် ပူဇော် ကြ၍ မေတ္တာ ပို့ သ ကြပါသည်။ လူငယ် လူရွယ် များ ကို လည်း ဘာသာ ရေး ဆိုင်ရာ သင်တန်း များ တက်ရောက် စေ ၍ ယဉ်ကျေး မှု အမွေ အနှစ် များ ကို ထိန်းသိမ်း ကြရမည် ဖြစ်ကြောင်း ဆွေးနွေး ကြပါသည်။ ကျေးရွာ အသီးသီး ရှိ ကျောင်း ဆရာ ဆရာမ များ ၏ ပံ့ပိုး ကူညီ မှု ဖြင့် ဤ အစီအစဉ် များ အောင်မြင် စွာ ပြီးမြောက် ခဲ့ပါသည်။ xyxy=(602,1326,886,1412)
article-paragraph: နိုင်ငံ အနှံ့ ရှိ ဘာသာ ရေး အသင်း အဖွဲ့ များ သည် ဗုဒ္ဓ ၏ အဆုံးအမ များ ကို လိုက်နာ ကျင့်သုံး ကြရန် စည်းရုံး လျက် ရှိပါသည်။ ဥပုသ် သီတင်း ဆောက်တည် ကာ ဘုရား ဖူး ကြ ခြင်း၊ ဆွမ်း ဆန် ချက်ကျွေး လှူဒါန်း ခြင်း များ ပြုလုပ် ကြသည်။ ဓမ္မ စကြာ ဒေသနာ တော် ကို ရွတ်ဖတ် ပူဇော် ကြ၍ မေတ္တာ ပို့ သ ကြပါသည်။ လူငယ် လူရွယ် များ ကို လည်း ဘာသာ ရေး ဆိုင်ရာ သင်တန်း များ တက်ရောက် စေ ၍ ယဉ်ကျေး မှု အမွေ အနှစ် များ ကို ထိန်းသိမ်း ကြရမည် ဖြစ်ကြောင်း ဆွေးနွေး ကြပါသည်။ ကျေးရွာ အသီးသီး ရှိ ကျောင်း ဆရာ ဆရာမ များ ၏ ပံ့ပိုး ကူညီ မှု ဖြင့် ဤ အစီအစဉ် များ အောင်မြင် စွာ ပြီးမြောက် ခဲ့ပါသည်။ xyxy=(602,1993,886,2079)
article-paragraph: နိုင်ငံ အနှံ့ ရှိ ဘာသာ ရေး အသင်း အဖွဲ့ များ သည် ဗုဒ္ဓ ၏ အဆုံးအမ များ ကို လိုက်နာ ကျင့်သုံး ကြရန် စည်းရုံး လျက် ရှိပါသည်။ ဥပုသ် သီတင်း ဆောက်တည် ကာ ဘုရား ဖူး ကြ ခြင်း၊ ဆွမ်း ဆန် ချက်ကျွေး လှူဒါန်း ခြင်း များ ပြုလုပ် ကြသည်။ ဓမ္မ စကြာ ဒေသနာ တော် ကို ရွတ်ဖတ် ပူဇော် ကြ၍ မေတ္တာ ပို့ သ ကြပါသည်။ လူငယ် လူရွယ် များ ကို လည်း ဘာသာ ရေး ဆိုင်ရာ သင်တန်း များ တက်ရောက် စေ ၍ ယဉ်ကျေး မှု အမွေ အနှစ် များ ကို ထိန်းသိမ်း ကြရမည် ဖြစ်ကြောင်း ဆွေးနွေး ကြပါသည်။ ကျေးရွာ အသီးသီး ရှိ ကျောင်း ဆရာ ဆရာမ များ ၏ ပံ့ပိုး ကူညီ မှု ဖြင့် ဤ အစီအစဉ် များ အောင်မြင် စွာ ပြီးမြောက် ခဲ့ပါသည်။ xyxy=(602,1141,886,1227)
article-paragraph: ဗုဒ္ဓဘာသာဝင် ဆရာတော်များ၏ ဟောကြားချက်များ ကို စာစောင်တွင် ဖော်ပြထားသည်။ သတ္တဝါ အပေါင်း တို့ ၏ စိတ်ဓာတ် ကို မြှင့်တင်ရန် ရည်ရွယ်၍ ကိုယ်ကျင့်တရား အကြောင်းကို ရှင်းလင်းပြသထားပါသည်။ လူမှုဘဝ တွင် ကရုဏာ မေတ္တာ ဖြင့် ကြင်နာစွာ ဆက်ဆံကြရန် နှင့် အချင်းချင်း ကူညီ ထောက်ပံ့ ကြရမည် ဖြစ်ကြောင်း ဆိုထားသည်။ ဝိပဿနာ ဘာဝနာ ကမ္မဋ္ဌာန်း ကို နေ့စဉ် ပွားများ အားထုတ်ခြင်း ဖြင့် စိတ်ငြိမ်းချမ်းမှု ရရှိနိုင်ကြောင်း၊ သီလ သမာဓိ ပညာ သုံးပါး ကို လေ့ကျင့် ကြရမည် ဖြစ်ကြောင်း ရေးသားထားပါသည်။ မြို့နယ် ရွာ အသီးသီး မှ ဒါယကာ ဒါယိကာမ များ စုရုံး ကြ၍ ဓမ္မ တရား နာယူ ကြသည်။ ပရိယတ္တိ ပဋိပတ္တိ ပဋိဝေဓ ဟူသော သာသနာ တော် သုံးရပ် ကို ထိန်းသိမ်း စောင့်ရှောက်ကြရန် လည်း တိုက်တွန်း ထားပါသည်။ xyxy=(18,624,298,724)
section-divider xyxy=(602,1420,886,1421)
article-paragraph: နိုင်ငံ အနှံ့ ရှိ ဘာသာ ရေး အသင်း အဖွဲ့ များ သည် ဗုဒ္ဓ ၏ အဆုံးအမ များ ကို လိုက်နာ ကျင့်သုံး ကြရန် စည်းရုံး လျက် ရှိပါသည်။ ဥပုသ် သီတင်း ဆောက်တည် ကာ ဘုရား ဖူး ကြ ခြင်း၊ ဆွမ်း ဆန် ချက်ကျွေး လှူဒါန်း ခြင်း များ ပြုလုပ် ကြသည်။ ဓမ္မ စကြာ ဒေသနာ တော် ကို ရွတ်ဖတ် ပူဇော် ကြ၍ မေတ္တာ ပို့ သ ကြပါသည်။ လူငယ် လူရွယ် များ ကို လည်း ဘာသာ ရေး ဆိုင်ရာ သင်တန်း များ တက်ရောက် စေ ၍ ယဉ်ကျေး မှု အမွေ အနှစ် များ ကို ထိန်းသိမ်း ကြရမည် ဖြစ်ကြောင်း ဆွေးနွေး ကြပါသည်။ ကျေးရွာ အသီးသီး ရှိ ကျောင်း ဆရာ ဆရာမ များ ၏ ပံ့ပိုး ကူညီ မှု ဖြင့် ဤ အစီအစဉ် များ အောင်မြင် စွာ ပြီးမြောက် ခဲ့ပါသည်။ xyxy=(602,1706,886,1792)
article-paragraph: တောင်ကြီး မြို့ ရှိ ဘုန်းတော်ကြီး ကျောင်း တိုက် တွင် နှစ်စဉ် ကျင်းပမြဲ ဓမ္မ သဘင် ကို ဆင်နွှဲ ကျင်းပ ခဲ့ကြပါသည်။ ဆရာတော် ဘုရား များ ၏ ဩဝါဒ တော် များ ကို ကြည်ညို စွာ နာယူ ကြ၍ ဆွမ်း ဆက်ကပ် လှူဒါန်း ကြသည်။ ရွာ သူ ရွာ သား များ အနေဖြင့် ကောင်းမှု ကုသိုလ် ပြုရန် အတွက် ငွေ ကြေး ပစ္စည်း များ ကို စေတနာ ထက်သန် စွာ ထည့်ဝင် ကြပါသည်။ စာပေ ပြန့်ပွား ရေး နှင့် ပညာ ရေး ဆိုင်ရာ လုပ်ငန်း များ ကို လည်း ဆောင်ရွက် လျက် ရှိကြောင်း သိရှိ ရပါသည်။ ပိဋကတ် သုံးပုံ ပါဠိ ဘာသာ ကို မြန်မာ ဘာသာ သို့ ပြန်ဆို ၍ ပုံနှိပ် ထုတ်ဝေ ခြင်း ဖြင့် ယုံကြည် သူ များ အား အထောက်အကူ ပြု ပေးလျက် ရှိပါသည်။ ဤ ကုသိုလ် ကောင်းမှု အဖို့ ကို သတ္တဝါ အားလုံး တို့ အား အမျှ ဝေ ပါသည်။ xyxy=(310,548,590,647)
article-paragraph: တောင်ကြီး မြို့ ရှိ ဘုန်းတော်ကြီး ကျောင်း တိုက် တွင် နှစ်စဉ် ကျင်းပမြဲ ဓမ္မ သဘင် ကို ဆင်နွှဲ ကျင်းပ ခဲ့ကြပါသည်။ ဆရာတော် ဘုရား များ ၏ ဩဝါဒ တော် များ ကို ကြည်ညို စွာ နာယူ ကြ၍ ဆွမ်း ဆက်ကပ် လှူဒါန်း ကြသည်။ ရွာ သူ ရွာ သား များ အနေဖြင့် ကောင်းမှု ကုသိုလ် ပြုရန် အတွက် ငွေ ကြေး ပစ္စည်း များ ကို စေတနာ ထက်သန် စွာ ထည့်ဝင် ကြပါသည်။ စာပေ ပြန့်ပွား ရေး နှင့် ပညာ ရေး ဆိုင်ရာ လုပ်ငန်း များ ကို လည်း ဆောင်ရွက် လျက် ရှိကြောင်း သိရှိ ရပါသည်။ ပိဋကတ် သုံးပုံ ပါဠိ ဘာသာ ကို မြန်မာ ဘာသာ သို့ ပြန်ဆို ၍ ပုံနှိပ် ထုတ်ဝေ ခြင်း ဖြင့် ယုံကြည် သူ များ အား အထောက်အကူ ပြု ပေးလျက် ရှိပါသည်။ ဤ ကုသိုလ် ကောင်းမှု အဖို့ ကို သတ္တဝါ အားလုံး တို့ အား အမျှ ဝေ ပါသည်။ xyxy=(310,1085,590,1184)
article-body xyxy=(602,3,886,2267)
article-paragraph: ဗုဒ္ဓဘာသာဝင် ဆရာတော်များ၏ ဟောကြားချက်များ ကို စာစောင်တွင် ဖော်ပြထားသည်။ သတ္တဝါ အပေါင်း တို့ ၏ စိတ်ဓာတ် ကို မြှင့်တင်ရန် ရည်ရွယ်၍ ကိုယ်ကျင့်တရား အကြောင်းကို ရှင်းလင်းပြသထားပါသည်။ လူမှုဘဝ တွင် ကရုဏာ မေတ္တာ ဖြင့် ကြင်နာစွာ ဆက်ဆံကြရန် နှင့် အချင်းချင်း ကူညီ ထောက်ပံ့ ကြရမည် ဖြစ်ကြောင်း ဆိုထားသည်။ ဝိပဿနာ ဘာဝနာ ကမ္မဋ္ဌာန်း ကို နေ့စဉ် ပွားများ အားထုတ်ခြင်း ဖြင့် စိတ်ငြိမ်းချမ်းမှု ရရှိနိုင်ကြောင်း၊ သီလ သမာဓိ ပညာ သုံးပါး ကို လေ့ကျင့် ကြရမည် ဖြစ်ကြောင်း ရေးသားထားပါသည်။ မြို့နယ် ရွာ အသီးသီး မှ ဒါယကာ ဒါယိကာမ များ စုရုံး ကြ၍ ဓမ္မ တရား နာယူ ကြသည်။ ပရိယတ္တိ ပဋိပတ္တိ ပဋိဝေဓ ဟူသော သာသနာ တော် သုံးရပ် ကို ထိန်းသိမ်း စောင့်ရှောက်ကြရန် လည်း တိုက်တွန်း ထားပါသည်။ xyxy=(18,1372,298,1471)
article-paragraph: နိုင်ငံ အနှံ့ ရှိ ဘာသာ ရေး အသင်း အဖွဲ့ များ သည် ဗုဒ္ဓ ၏ အဆုံးအမ များ ကို လိုက်နာ ကျင့်သုံး ကြရန် စည်းရုံး လျက် ရှိပါသည်။ ဥပုသ် သီတင်း ဆောက်တည် ကာ ဘုရား ဖူး ကြ ခြင်း၊ ဆွမ်း ဆန် ချက်ကျွေး လှူဒါန်း ခြင်း များ ပြုလုပ် ကြသည်။ ဓမ္မ စကြာ ဒေသနာ တော် ကို ရွတ်ဖတ် ပူဇော် ကြ၍ မေတ္တာ ပို့ သ ကြပါသည်။ လူငယ် လူရွယ် များ ကို လည်း ဘာသာ ရေး ဆိုင်ရာ သင်တန်း များ တက်ရောက် စေ ၍ ယဉ်ကျေး မှု အမွေ အနှစ် များ ကို ထိန်းသိမ်း ကြရမည် ဖြစ်ကြောင်း ဆွေးနွေး ကြပါသည်။ ကျေးရွာ အသီးသီး ရှိ ကျောင်း ဆရာ ဆရာမ များ ၏ ပံ့ပိုး ကူညီ မှု ဖြင့် ဤ အစီအစဉ် များ အောင်မြင် စွာ ပြီးမြောက် ခဲ့ပါသည်။ xyxy=(602,2178,886,2264)
header-line: ဝေါင်း ပါဇေတို့ ရင် ပုံ ဝါဖိုးပြားဆိုင်ရင်း ဘာ တင် ။ xyxy=(21,47,172,55)
article-paragraph: နိုင်ငံ အနှံ့ ရှိ ဘာသာ ရေး အသင်း အဖွဲ့ များ သည် ဗုဒ္ဓ ၏ အဆုံးအမ များ ကို လိုက်နာ ကျင့်သုံး ကြရန် စည်းရုံး လျက် ရှိပါသည်။ ဥပုသ် သီတင်း ဆောက်တည် ကာ ဘုရား ဖူး ကြ ခြင်း၊ ဆွမ်း ဆန် ချက်ကျွေး လှူဒါန်း ခြင်း များ ပြုလုပ် ကြသည်။ ဓမ္မ စကြာ ဒေသနာ တော် ကို ရွတ်ဖတ် ပူဇော် ကြ၍ မေတ္တာ ပို့ သ ကြပါသည်။ လူငယ် လူရွယ် များ ကို လည်း ဘာသာ ရေး ဆိုင်ရာ သင်တန်း များ တက်ရောက် စေ ၍ ယဉ်ကျေး မှု အမွေ အနှစ် များ ကို ထိန်းသိမ်း ကြရမည် ဖြစ်ကြောင်း ဆွေးနွေး ကြပါသည်။ ကျေးရွာ အသီးသီး ရှိ ကျောင်း ဆရာ ဆရာမ များ ၏ ပံ့ပိုး ကူညီ မှု ဖြင့် ဤ အစီအစဉ် များ အောင်မြင် စွာ ပြီးမြောက် ခဲ့ပါသည်။ xyxy=(602,11,886,97)
section-divider xyxy=(18,616,298,617)
section-divider xyxy=(310,2150,590,2151)
article-paragraph: တောင်ကြီး မြို့ ရှိ ဘုန်းတော်ကြီး ကျောင်း တိုက် တွင် နှစ်စဉ် ကျင်းပမြဲ ဓမ္မ သဘင် ကို ဆင်နွှဲ ကျင်းပ ခဲ့ကြပါသည်။ ဆရာတော် ဘုရား များ ၏ ဩဝါဒ တော် များ ကို ကြည်ညို စွာ နာယူ ကြ၍ ဆွမ်း ဆက်ကပ် လှူဒါန်း ကြသည်။ ရွာ သူ ရွာ သား များ အနေဖြင့် ကောင်းမှု ကုသိုလ် ပြုရန် အတွက် ငွေ ကြေး ပစ္စည်း များ ကို စေတနာ ထက်သန် စွာ ထည့်ဝင် ကြပါသည်။ စာပေ ပြန့်ပွား ရေး နှင့် ပညာ ရေး ဆိုင်ရာ လုပ်ငန်း များ ကို လည်း ဆောင်ရွက် လျက် ရှိကြောင်း သိရှိ ရပါသည်။ ပိဋကတ် သုံးပုံ ပါဠိ ဘာသာ ကို မြန်မာ ဘာသာ သို့ ပြန်ဆို ၍ ပုံနှိပ် ထုတ်ဝေ ခြင်း ဖြင့် ယုံကြည် သူ များ အား အထောက်အကူ ပြု ပေးလျက် ရှိပါသည်။ ဤ ကုသိုလ် ကောင်းမှု အဖို့ ကို သတ္တဝါ အားလုံး တို့ အား အမျှ ဝေ ပါသည်။ xyxy=(310,327,590,426)
article-paragraph: နိုင်ငံ အနှံ့ ရှိ ဘာသာ ရေး အသင်း အဖွဲ့ များ သည် ဗုဒ္ဓ ၏ အဆုံးအမ များ ကို လိုက်နာ ကျင့်သုံး ကြရန် စည်းရုံး လျက် ရှိပါသည်။ ဥပုသ် သီတင်း ဆောက်တည် ကာ ဘုရား ဖူး ကြ ခြင်း၊ ဆွမ်း ဆန် ချက်ကျွေး လှူဒါန်း ခြင်း များ ပြုလုပ် ကြသည်။ ဓမ္မ စကြာ ဒေသနာ တော် ကို ရွတ်ဖတ် ပူဇော် ကြ၍ မေတ္တာ ပို့ သ ကြပါသည်။ လူငယ် လူရွယ် များ ကို လည်း ဘာသာ ရေး ဆိုင်ရာ သင်တန်း များ တက်ရောက် စေ ၍ ယဉ်ကျေး မှု အမွေ အနှစ် များ ကို ထိန်းသိမ်း ကြရမည် ဖြစ်ကြောင်း ဆွေးနွေး ကြပါသည်။ ကျေးရွာ အသီးသီး ရှိ ကျောင်း ဆရာ ဆရာမ များ ၏ ပံ့ပိုး ကူညီ မှု ဖြင့် ဤ အစီအစဉ် များ အောင်မြင် စွာ ပြီးမြောက် ခဲ့ပါသည်။ xyxy=(602,483,886,569)
article-paragraph: ဗုဒ္ဓဘာသာဝင် ဆရာတော်များ၏ ဟောကြားချက်များ ကို စာစောင်တွင် ဖော်ပြထားသည်။ သတ္တဝါ အပေါင်း တို့ ၏ စိတ်ဓာတ် ကို မြှင့်တင်ရန် ရည်ရွယ်၍ ကိုယ်ကျင့်တရား အကြောင်းကို ရှင်းလင်းပြသထားပါသည်။ လူမှုဘဝ တွင် ကရုဏာ မေတ္တာ ဖြင့် ကြင်နာစွာ ဆက်ဆံကြရန် နှင့် အချင်းချင်း ကူညီ ထောက်ပံ့ ကြရမည် ဖြစ်ကြောင်း ဆိုထားသည်။ ဝိပဿနာ ဘာဝနာ ကမ္မဋ္ဌာန်း ကို နေ့စဉ် ပွားများ အားထုတ်ခြင်း ဖြင့် စိတ်ငြိမ်းချမ်းမှု ရရှိနိုင်ကြောင်း၊ သီလ သမာဓိ ပညာ သုံးပါး ကို လေ့ကျင့် ကြရမည် ဖြစ်ကြောင်း ရေးသားထားပါသည်။ မြို့နယ် ရွာ အသီးသီး မှ ဒါယကာ ဒါယိကာမ များ စုရုံး ကြ၍ ဓမ္မ တရား နာယူ ကြသည်။ ပရိယတ္တိ ပဋိပတ္တိ ပဋိဝေဓ ဟူသော သာသနာ တော် သုံးရပ် ကို ထိန်းသိမ်း စောင့်ရှောက်ကြရန် လည်း တိုက်တွန်း ထားပါသည်။ xyxy=(18,1046,298,1145)
article-paragraph: တောင်ကြီး မြို့ ရှိ ဘုန်းတော်ကြီး ကျောင်း တိုက် တွင် နှစ်စဉ် ကျင်းပမြဲ ဓမ္မ သဘင် ကို ဆင်နွှဲ ကျင်းပ ခဲ့ကြပါသည်။ ဆရာတော် ဘုရား များ ၏ ဩဝါဒ တော် များ ကို ကြည်ညို စွာ နာယူ ကြ၍ ဆွမ်း ဆက်ကပ် လှူဒါန်း ကြသည်။ ရွာ သူ ရွာ သား များ အနေဖြင့် ကောင်းမှု ကုသိုလ် ပြုရန် အတွက် ငွေ ကြေး ပစ္စည်း များ ကို စေတနာ ထက်သန် စွာ ထည့်ဝင် ကြပါသည်။ စာပေ ပြန့်ပွား ရေး နှင့် ပညာ ရေး ဆိုင်ရာ လုပ်ငန်း များ ကို လည်း ဆောင်ရွက် လျက် ရှိကြောင်း သိရှိ ရပါသည်။ ပိဋကတ် သုံးပုံ ပါဠိ ဘာသာ ကို မြန်မာ ဘာသာ သို့ ပြန်ဆို ၍ ပုံနှိပ် ထုတ်ဝေ ခြင်း ဖြင့် ယုံကြည် သူ များ အား အထောက်အကူ ပြု ပေးလျက် ရှိပါသည်။ ဤ ကုသိုလ် ကောင်းမှု အဖို့ ကို သတ္တဝါ အားလုံး တို့ အား အမျှ ဝေ ပါသည်။ xyxy=(310,2475,590,2574)
article-paragraph: တောင်ကြီး မြို့ ရှိ ဘုန်းတော်ကြီး ကျောင်း တိုက် တွင် နှစ်စဉ် ကျင်းပမြဲ ဓမ္မ သဘင် ကို ဆင်နွှဲ ကျင်းပ ခဲ့ကြပါသည်။ ဆရာတော် ဘုရား များ ၏ ဩဝါဒ တော် များ ကို ကြည်ညို စွာ နာယူ ကြ၍ ဆွမ်း ဆက်ကပ် လှူဒါန်း ကြသည်။ ရွာ သူ ရွာ သား များ အနေဖြင့် ကောင်းမှု ကုသိုလ် ပြုရန် အတွက် ငွေ ကြေး ပစ္စည်း များ ကို စေတနာ ထက်သန် စွာ ထည့်ဝင် ကြပါသည်။ စာပေ ပြန့်ပွား ရေး နှင့် ပညာ ရေး ဆိုင်ရာ လုပ်ငန်း များ ကို လည်း ဆောင်ရွက် လျက် ရှိကြောင်း သိရှိ ရပါသည်။ ပိဋကတ် သုံးပုံ ပါဠိ ဘာသာ ကို မြန်မာ ဘာသာ သို့ ပြန်ဆို ၍ ပုံနှိပ် ထုတ်ဝေ ခြင်း ဖြင့် ယုံကြည် သူ များ အား အထောက်အကူ ပြု ပေးလျက် ရှိပါသည်။ ဤ ကုသိုလ် ကောင်းမှု အဖို့ ကို သတ္တဝါ အားလုံး တို့ အား အမျှ ဝေ ပါသည်။ xyxy=(310,221,590,321)
article-paragraph: ဗုဒ္ဓဘာသာဝင် ဆရာတော်များ၏ ဟောကြားချက်များ ကို စာစောင်တွင် ဖော်ပြထားသည်။ သတ္တဝါ အပေါင်း တို့ ၏ စိတ်ဓာတ် ကို မြှင့်တင်ရန် ရည်ရွယ်၍ ကိုယ်ကျင့်တရား အကြောင်းကို ရှင်းလင်းပြသထားပါသည်။ လူမှုဘဝ တွင် ကရုဏာ မေတ္တာ ဖြင့် ကြင်နာစွာ ဆက်ဆံကြရန် နှင့် အချင်းချင်း ကူညီ ထောက်ပံ့ ကြရမည် ဖြစ်ကြောင်း ဆိုထားသည်။ ဝိပဿနာ ဘာဝနာ ကမ္မဋ္ဌာန်း ကို နေ့စဉ် ပွားများ အားထုတ်ခြင်း ဖြင့် စိတ်ငြိမ်းချမ်းမှု ရရှိနိုင်ကြောင်း၊ သီလ သမာဓိ ပညာ သုံးပါး ကို လေ့ကျင့် ကြရမည် ဖြစ်ကြောင်း ရေးသားထားပါသည်။ မြို့နယ် ရွာ အသီးသီး မှ ဒါယကာ ဒါယိကာမ များ စုရုံး ကြ၍ ဓမ္မ တရား နာယူ ကြသည်။ ပရိယတ္တိ ပဋိပတ္တိ ပဋိဝေဓ ဟူသော သာသနာ တော် သုံးရပ် ကို ထိန်းသိမ်း စောင့်ရှောက်ကြရန် လည်း တိုက်တွန်း ထားပါသည်။ xyxy=(18,1477,298,1577)
article-paragraph: ဗုဒ္ဓဘာသာဝင် ဆရာတော်များ၏ ဟောကြားချက်များ ကို စာစောင်တွင် ဖော်ပြထားသည်။ သတ္တဝါ အပေါင်း တို့ ၏ စိတ်ဓာတ် ကို မြှင့်တင်ရန် ရည်ရွယ်၍ ကိုယ်ကျင့်တရား အကြောင်းကို ရှင်းလင်းပြသထားပါသည်။ လူမှုဘဝ တွင် ကရုဏာ မေတ္တာ ဖြင့် ကြင်နာစွာ ဆက်ဆံကြရန် နှင့် အချင်းချင်း ကူညီ ထောက်ပံ့ ကြရမည် ဖြစ်ကြောင်း ဆိုထားသည်။ ဝိပဿနာ ဘာဝနာ ကမ္မဋ္ဌာန်း ကို နေ့စဉ် ပွားများ အားထုတ်ခြင်း ဖြင့် စိတ်ငြိမ်းချမ်းမှု ရရှိနိုင်ကြောင်း၊ သီလ သမာဓိ ပညာ သုံးပါး ကို လေ့ကျင့် ကြရမည် ဖြစ်ကြောင်း ရေးသားထားပါသည်။ မြို့နယ် ရွာ အသီးသီး မှ ဒါယကာ ဒါယိကာမ များ စုရုံး ကြ၍ ဓမ္မ တရား နာယူ ကြသည်။ ပရိယတ္တိ ပဋိပတ္တိ ပဋိဝေဓ ဟူသော သာသနာ တော် သုံးရပ် ကို ထိန်းသိမ်း စောင့်ရှောက်ကြရန် လည်း တိုက်တွန်း ထားပါသည်။ xyxy=(18,1583,298,1682)
article-paragraph: တောင်ကြီး မြို့ ရှိ ဘုန်းတော်ကြီး ကျောင်း တိုက် တွင် နှစ်စဉ် ကျင်းပမြဲ ဓမ္မ သဘင် ကို ဆင်နွှဲ ကျင်းပ ခဲ့ကြပါသည်။ ဆရာတော် ဘုရား များ ၏ ဩဝါဒ တော် များ ကို ကြည်ညို စွာ နာယူ ကြ၍ ဆွမ်း ဆက်ကပ် လှူဒါန်း ကြသည်။ ရွာ သူ ရွာ သား များ အနေဖြင့် ကောင်းမှု ကုသိုလ် ပြုရန် အတွက် ငွေ ကြေး ပစ္စည်း များ ကို စေတနာ ထက်သန် စွာ ထည့်ဝင် ကြပါသည်။ စာပေ ပြန့်ပွား ရေး နှင့် ပညာ ရေး ဆိုင်ရာ လုပ်ငန်း များ ကို လည်း ဆောင်ရွက် လျက် ရှိကြောင်း သိရှိ ရပါသည်။ ပိဋကတ် သုံးပုံ ပါဠိ ဘာသာ ကို မြန်မာ ဘာသာ သို့ ပြန်ဆို ၍ ပုံနှိပ် ထုတ်ဝေ ခြင်း ဖြင့် ယုံကြည် သူ များ အား အထောက်အကူ ပြု ပေးလျက် ရှိပါသည်။ ဤ ကုသိုလ် ကောင်းမှု အဖို့ ကို သတ္တဝါ အားလုံး တို့ အား အမျှ ဝေ ပါသည်။ xyxy=(310,2264,590,2363)
article-paragraph: တောင်ကြီး မြို့ ရှိ ဘုန်းတော်ကြီး ကျောင်း တိုက် တွင် နှစ်စဉ် ကျင်းပမြဲ ဓမ္မ သဘင် ကို ဆင်နွှဲ ကျင်းပ ခဲ့ကြပါသည်။ ဆရာတော် ဘုရား များ ၏ ဩဝါဒ တော် များ ကို ကြည်ညို စွာ နာယူ ကြ၍ ဆွမ်း ဆက်ကပ် လှူဒါန်း ကြသည်။ ရွာ သူ ရွာ သား များ အနေဖြင့် ကောင်းမှု ကုသိုလ် ပြုရန် အတွက် ငွေ ကြေး ပစ္စည်း များ ကို စေတနာ ထက်သန် စွာ ထည့်ဝင် ကြပါသည်။ စာပေ ပြန့်ပွား ရေး နှင့် ပညာ ရေး ဆိုင်ရာ လုပ်ငန်း များ ကို လည်း ဆောင်ရွက် လျက် ရှိကြောင်း သိရှိ ရပါသည်။ ပိဋကတ် သုံးပုံ ပါဠိ ဘာသာ ကို မြန်မာ ဘာသာ သို့ ပြန်ဆို ၍ ပုံနှိပ် ထုတ်ဝေ ခြင်း ဖြင့် ယုံကြည် သူ များ အား အထောက်အကူ ပြု ပေးလျက် ရှိပါသည်။ ဤ ကုသိုလ် ကောင်းမှု အဖို့ ကို သတ္တဝါ အားလုံး တို့ အား အမျှ ဝေ ပါသည်။ xyxy=(310,864,590,963)
article-paragraph: ဗုဒ္ဓဘာသာဝင် ဆရာတော်များ၏ ဟောကြားချက်များ ကို စာစောင်တွင် ဖော်ပြထားသည်။ သတ္တဝါ အပေါင်း တို့ ၏ စိတ်ဓာတ် ကို မြှင့်တင်ရန် ရည်ရွယ်၍ ကိုယ်ကျင့်တရား အကြောင်းကို ရှင်းလင်းပြသထားပါသည်။ လူမှုဘဝ တွင် ကရုဏာ မေတ္တာ ဖြင့် ကြင်နာစွာ ဆက်ဆံကြရန် နှင့် အချင်းချင်း ကူညီ ထောက်ပံ့ ကြရမည် ဖြစ်ကြောင်း ဆိုထားသည်။ ဝိပဿနာ ဘာဝနာ ကမ္မဋ္ဌာန်း ကို နေ့စဉ် ပွားများ အားထုတ်ခြင်း ဖြင့် စိတ်ငြိမ်းချမ်းမှု ရရှိနိုင်ကြောင်း၊ သီလ သမာဓိ ပညာ သုံးပါး ကို လေ့ကျင့် ကြရမည် ဖြစ်ကြောင်း ရေးသားထားပါသည်။ မြို့နယ် ရွာ အသီးသီး မှ ဒါယကာ ဒါယိကာမ များ စုရုံး ကြ၍ ဓမ္မ တရား နာယူ ကြသည်။ ပရိယတ္တိ ပဋိပတ္တိ ပဋိဝေဓ ဟူသော သာသနာ တော် သုံးရပ် ကို ထိန်းသိမ်း စောင့်ရှောက်ကြရန် လည်း တိုက်တွန်း ထားပါသည်။ xyxy=(18,1909,298,2008)
article-paragraph: ဗုဒ္ဓဘာသာဝင် ဆရာတော်များ၏ ဟောကြားချက်များ ကို စာစောင်တွင် ဖော်ပြထားသည်။ သတ္တဝါ အပေါင်း တို့ ၏ စိတ်ဓာတ် ကို မြှင့်တင်ရန် ရည်ရွယ်၍ ကိုယ်ကျင့်တရား အကြောင်းကို ရှင်းလင်းပြသထားပါသည်။ လူမှုဘဝ တွင် ကရုဏာ မေတ္တာ ဖြင့် ကြင်နာစွာ ဆက်ဆံကြရန် နှင့် အချင်းချင်း ကူညီ ထောက်ပံ့ ကြရမည် ဖြစ်ကြောင်း ဆိုထားသည်။ ဝိပဿနာ ဘာဝနာ ကမ္မဋ္ဌာန်း ကို နေ့စဉ် ပွားများ အားထုတ်ခြင်း ဖြင့် စိတ်ငြိမ်းချမ်းမှု ရရှိနိုင်ကြောင်း၊ သီလ သမာဓိ ပညာ သုံးပါး ကို လေ့ကျင့် ကြရမည် ဖြစ်ကြောင်း ရေးသားထားပါသည်။ မြို့နယ် ရွာ အသီးသီး မှ ဒါယကာ ဒါယိကာမ များ စုရုံး ကြ၍ ဓမ္မ တရား နာယူ ကြသည်။ ပရိယတ္တိ ပဋိပတ္တိ ပဋိဝေဓ ဟူသော သာသနာ တော် သုံးရပ် ကို ထိန်းသိမ်း စောင့်ရှောက်ကြရန် လည်း တိုက်တွန်း ထားပါသည်။ xyxy=(18,509,298,608)
section-divider xyxy=(18,1153,298,1154)
column-rule xyxy=(596,3,597,1834)
article-body xyxy=(310,3,590,2576)
article-paragraph: နိုင်ငံ အနှံ့ ရှိ ဘာသာ ရေး အသင်း အဖွဲ့ များ သည် ဗုဒ္ဓ ၏ အဆုံးအမ များ ကို လိုက်နာ ကျင့်သုံး ကြရန် စည်းရုံး လျက် ရှိပါသည်။ ဥပုသ် သီတင်း ဆောက်တည် ကာ ဘုရား ဖူး ကြ ခြင်း၊ ဆွမ်း ဆန် ချက်ကျွေး လှူဒါန်း ခြင်း များ ပြုလုပ် ကြသည်။ ဓမ္မ စကြာ ဒေသနာ တော် ကို ရွတ်ဖတ် ပူဇော် ကြ၍ မေတ္တာ ပို့ သ ကြပါသည်။ လူငယ် လူရွယ် များ ကို လည်း ဘာသာ ရေး ဆိုင်ရာ သင်တန်း များ တက်ရောက် စေ ၍ ယဉ်ကျေး မှု အမွေ အနှစ် များ ကို ထိန်းသိမ်း ကြရမည် ဖြစ်ကြောင်း ဆွေးနွေး ကြပါသည်။ ကျေးရွာ အသီးသီး ရှိ ကျောင်း ဆရာ ဆရာမ များ ၏ ပံ့ပိုး ကူညီ မှု ဖြင့် ဤ အစီအစဉ် များ အောင်မြင် စွာ ပြီးမြောက် ခဲ့ပါသည်။ xyxy=(602,853,886,939)
column-rule xyxy=(303,3,305,1834)
article-paragraph: တောင်ကြီး မြို့ ရှိ ဘုန်းတော်ကြီး ကျောင်း တိုက် တွင် နှစ်စဉ် ကျင်းပမြဲ ဓမ္မ သဘင် ကို ဆင်နွှဲ ကျင်းပ ခဲ့ကြပါသည်။ ဆရာတော် ဘုရား များ ၏ ဩဝါဒ တော် များ ကို ကြည်ညို စွာ နာယူ ကြ၍ ဆွမ်း ဆက်ကပ် လှူဒါန်း ကြသည်။ ရွာ သူ ရွာ သား များ အနေဖြင့် ကောင်းမှု ကုသိုလ် ပြုရန် အတွက် ငွေ ကြေး ပစ္စည်း များ ကို စေတနာ ထက်သန် စွာ ထည့်ဝင် ကြပါသည်။ စာပေ ပြန့်ပွား ရေး နှင့် ပညာ ရေး ဆိုင်ရာ လုပ်ငန်း များ ကို လည်း ဆောင်ရွက် လျက် ရှိကြောင်း သိရှိ ရပါသည်။ ပိဋကတ် သုံးပုံ ပါဠိ ဘာသာ ကို မြန်မာ ဘာသာ သို့ ပြန်ဆို ၍ ပုံနှိပ် ထုတ်ဝေ ခြင်း ဖြင့် ယုံကြည် သူ များ အား အထောက်အကူ ပြု ပေးလျက် ရှိပါသည်။ ဤ ကုသိုလ် ကောင်းမှု အဖို့ ကို သတ္တဝါ အားလုံး တို့ အား အမျှ ဝေ ပါသည်။ xyxy=(310,1401,590,1500)
article-paragraph: နိုင်ငံ အနှံ့ ရှိ ဘာသာ ရေး အသင်း အဖွဲ့ များ သည် ဗုဒ္ဓ ၏ အဆုံးအမ များ ကို လိုက်နာ ကျင့်သုံး ကြရန် စည်းရုံး လျက် ရှိပါသည်။ ဥပုသ် သီတင်း ဆောက်တည် ကာ ဘုရား ဖူး ကြ ခြင်း၊ ဆွမ်း ဆန် ချက်ကျွေး လှူဒါန်း ခြင်း များ ပြုလုပ် ကြသည်။ ဓမ္မ စကြာ ဒေသနာ တော် ကို ရွတ်ဖတ် ပူဇော် ကြ၍ မေတ္တာ ပို့ သ ကြပါသည်။ လူငယ် လူရွယ် များ ကို လည်း ဘာသာ ရေး ဆိုင်ရာ သင်တန်း များ တက်ရောက် စေ ၍ ယဉ်ကျေး မှု အမွေ အနှစ် များ ကို ထိန်းသိမ်း ကြရမည် ဖြစ်ကြောင်း ဆွေးနွေး ကြပါသည်။ ကျေးရွာ အသီးသီး ရှိ ကျောင်း ဆရာ ဆရာမ များ ၏ ပံ့ပိုး ကူညီ မှု ဖြင့် ဤ အစီအစဉ် များ အောင်မြင် စွာ ပြီးမြောက် ခဲ့ပါသည်။ xyxy=(602,1613,886,1699)
article-paragraph: ဗုဒ္ဓဘာသာဝင် ဆရာတော်များ၏ ဟောကြားချက်များ ကို စာစောင်တွင် ဖော်ပြထားသည်။ သတ္တဝါ အပေါင်း တို့ ၏ စိတ်ဓာတ် ကို မြှင့်တင်ရန် ရည်ရွယ်၍ ကိုယ်ကျင့်တရား အကြောင်းကို ရှင်းလင်းပြသထားပါသည်။ လူမှုဘဝ တွင် ကရုဏာ မေတ္တာ ဖြင့် ကြင်နာစွာ ဆက်ဆံကြရန် နှင့် အချင်းချင်း ကူညီ ထောက်ပံ့ ကြရမည် ဖြစ်ကြောင်း ဆိုထားသည်။ ဝိပဿနာ ဘာဝနာ ကမ္မဋ္ဌာန်း ကို နေ့စဉ် ပွားများ အားထုတ်ခြင်း ဖြင့် စိတ်ငြိမ်းချမ်းမှု ရရှိနိုင်ကြောင်း၊ သီလ သမာဓိ ပညာ သုံးပါး ကို လေ့ကျင့် ကြရမည် ဖြစ်ကြောင်း ရေးသားထားပါသည်။ မြို့နယ် ရွာ အသီးသီး မှ ဒါယကာ ဒါယိကာမ များ စုရုံး ကြ၍ ဓမ္မ တရား နာယူ ကြသည်။ ပရိယတ္တိ ပဋိပတ္တိ ပဋိဝေဓ ဟူသော သာသနာ တော် သုံးရပ် ကို ထိန်းသိမ်း စောင့်ရှောက်ကြရန် လည်း တိုက်တွန်း ထားပါသည်။ xyxy=(18,1161,298,1261)
article-paragraph: တောင်ကြီး မြို့ ရှိ ဘုန်းတော်ကြီး ကျောင်း တိုက် တွင် နှစ်စဉ် ကျင်းပမြဲ ဓမ္မ သဘင် ကို ဆင်နွှဲ ကျင်းပ ခဲ့ကြပါသည်။ ဆရာတော် ဘုရား များ ၏ ဩဝါဒ တော် များ ကို ကြည်ညို စွာ နာယူ ကြ၍ ဆွမ်း ဆက်ကပ် လှူဒါန်း ကြသည်။ ရွာ သူ ရွာ သား များ အနေဖြင့် ကောင်းမှု ကုသိုလ် ပြုရန် အတွက် ငွေ ကြေး ပစ္စည်း များ ကို စေတနာ ထက်သန် စွာ ထည့်ဝင် ကြပါသည်။ စာပေ ပြန့်ပွား ရေး နှင့် ပညာ ရေး ဆိုင်ရာ လုပ်ငန်း များ ကို လည်း ဆောင်ရွက် လျက် ရှိကြောင်း သိရှိ ရပါသည်။ ပိဋကတ် သုံးပုံ ပါဠိ ဘာသာ ကို မြန်မာ ဘာသာ သို့ ပြန်ဆို ၍ ပုံနှိပ် ထုတ်ဝေ ခြင်း ဖြင့် ယုံကြည် သူ များ အား အထောက်အကူ ပြု ပေးလျက် ရှိပါသည်။ ဤ ကုသိုလ် ကောင်းမှု အဖို့ ကို သတ္တဝါ အားလုံး တို့ အား အမျှ ဝေ ပါသည်။ xyxy=(310,11,590,110)
article-paragraph: နိုင်ငံ အနှံ့ ရှိ ဘာသာ ရေး အသင်း အဖွဲ့ များ သည် ဗုဒ္ဓ ၏ အဆုံးအမ များ ကို လိုက်နာ ကျင့်သုံး ကြရန် စည်းရုံး လျက် ရှိပါသည်။ ဥပုသ် သီတင်း ဆောက်တည် ကာ ဘုရား ဖူး ကြ ခြင်း၊ ဆွမ်း ဆန် ချက်ကျွေး လှူဒါန်း ခြင်း များ ပြုလုပ် ကြသည်။ ဓမ္မ စကြာ ဒေသနာ တော် ကို ရွတ်ဖတ် ပူဇော် ကြ၍ မေတ္တာ ပို့ သ ကြပါသည်။ လူငယ် လူရွယ် များ ကို လည်း ဘာသာ ရေး ဆိုင်ရာ သင်တန်း များ တက်ရောက် စေ ၍ ယဉ်ကျေး မှု အမွေ အနှစ် များ ကို ထိန်းသိမ်း ကြရမည် ဖြစ်ကြောင်း ဆွေးနွေး ကြပါသည်။ ကျေးရွာ အသီးသီး ရှိ ကျောင်း ဆရာ ဆရာမ များ ၏ ပံ့ပိုး ကူညီ မှု ဖြင့် ဤ အစီအစဉ် များ အောင်မြင် စွာ ပြီးမြောက် ခဲ့ပါသည်။ xyxy=(602,381,886,467)
article-paragraph: နိုင်ငံ အနှံ့ ရှိ ဘာသာ ရေး အသင်း အဖွဲ့ များ သည် ဗုဒ္ဓ ၏ အဆုံးအမ များ ကို လိုက်နာ ကျင့်သုံး ကြရန် စည်းရုံး လျက် ရှိပါသည်။ ဥပုသ် သီတင်း ဆောက်တည် ကာ ဘုရား ဖူး ကြ ခြင်း၊ ဆွမ်း ဆန် ချက်ကျွေး လှူဒါန်း ခြင်း များ ပြုလုပ် ကြသည်။ ဓမ္မ စကြာ ဒေသနာ တော် ကို ရွတ်ဖတ် ပူဇော် ကြ၍ မေတ္တာ ပို့ သ ကြပါသည်။ လူငယ် လူရွယ် များ ကို လည်း ဘာသာ ရေး ဆိုင်ရာ သင်တန်း များ တက်ရောက် စေ ၍ ယဉ်ကျေး မှု အမွေ အနှစ် များ ကို ထိန်းသိမ်း ကြရမည် ဖြစ်ကြောင်း ဆွေးနွေး ကြပါသည်။ ကျေးရွာ အသီးသီး ရှိ ကျောင်း ဆရာ ဆရာမ များ ၏ ပံ့ပိုး ကူညီ မှု ဖြင့် ဤ အစီအစဉ် များ အောင်မြင် စွာ ပြီးမြောက် ခဲ့ပါသည်။ xyxy=(602,1901,886,1987)
header-line: ထောင် ပိုးမှာ ကဝေခါ ထပ်ကမ္ဘာ့ ဝိုလ်ပုမ္ဘော xyxy=(21,22,149,31)
article-paragraph: ဗုဒ္ဓဘာသာဝင် ဆရာတော်များ၏ ဟောကြားချက်များ ကို စာစောင်တွင် ဖော်ပြထားသည်။ သတ္တဝါ အပေါင်း တို့ ၏ စိတ်ဓာတ် ကို မြှင့်တင်ရန် ရည်ရွယ်၍ ကိုယ်ကျင့်တရား အကြောင်းကို ရှင်းလင်းပြသထားပါသည်။ လူမှုဘဝ တွင် ကရုဏာ မေတ္တာ ဖြင့် ကြင်နာစွာ ဆက်ဆံကြရန် နှင့် အချင်းချင်း ကူညီ ထောက်ပံ့ ကြရမည် ဖြစ်ကြောင်း ဆိုထားသည်။ ဝိပဿနာ ဘာဝနာ ကမ္မဋ္ဌာန်း ကို နေ့စဉ် ပွားများ အားထုတ်ခြင်း ဖြင့် စိတ်ငြိမ်းချမ်းမှု ရရှိနိုင်ကြောင်း၊ သီလ သမာဓိ ပညာ သုံးပါး ကို လေ့ကျင့် ကြရမည် ဖြစ်ကြောင်း ရေးသားထားပါသည်။ မြို့နယ် ရွာ အသီးသီး မှ ဒါယကာ ဒါယိကာမ များ စုရုံး ကြ၍ ဓမ္မ တရား နာယူ ကြသည်။ ပရိယတ္တိ ပဋိပတ္တိ ပဋိဝေဓ ဟူသော သာသနာ တော် သုံးရပ် ကို ထိန်းသိမ်း စောင့်ရှောက်ကြရန် လည်း တိုက်တွန်း ထားပါသည်။ xyxy=(18,1698,298,1797)
section-divider xyxy=(602,1892,886,1893)
newspaper-page xyxy=(12,3,891,2574)
article-paragraph: တောင်ကြီး မြို့ ရှိ ဘုန်းတော်ကြီး ကျောင်း တိုက် တွင် နှစ်စဉ် ကျင်းပမြဲ ဓမ္မ သဘင် ကို ဆင်နွှဲ ကျင်းပ ခဲ့ကြပါသည်။ ဆရာတော် ဘုရား များ ၏ ဩဝါဒ တော် များ ကို ကြည်ညို စွာ နာယူ ကြ၍ ဆွမ်း ဆက်ကပ် လှူဒါန်း ကြသည်။ ရွာ သူ ရွာ သား များ အနေဖြင့် ကောင်းမှု ကုသိုလ် ပြုရန် အတွက် ငွေ ကြေး ပစ္စည်း များ ကို စေတနာ ထက်သန် စွာ ထည့်ဝင် ကြပါသည်။ စာပေ ပြန့်ပွား ရေး နှင့် ပညာ ရေး ဆိုင်ရာ လုပ်ငန်း များ ကို လည်း ဆောင်ရွက် လျက် ရှိကြောင်း သိရှိ ရပါသည်။ ပိဋကတ် သုံးပုံ ပါဠိ ဘာသာ ကို မြန်မာ ဘာသာ သို့ ပြန်ဆို ၍ ပုံနှိပ် ထုတ်ဝေ ခြင်း ဖြင့် ယုံကြည် သူ များ အား အထောက်အကူ ပြု ပေးလျက် ရှိပါသည်။ ဤ ကုသိုလ် ကောင်းမှု အဖို့ ကို သတ္တဝါ အားလုံး တို့ အား အမျှ ဝေ ပါသည်။ xyxy=(310,1190,590,1289)
article-paragraph: နိုင်ငံ အနှံ့ ရှိ ဘာသာ ရေး အသင်း အဖွဲ့ များ သည် ဗုဒ္ဓ ၏ အဆုံးအမ များ ကို လိုက်နာ ကျင့်သုံး ကြရန် စည်းရုံး လျက် ရှိပါသည်။ ဥပုသ် သီတင်း ဆောက်တည် ကာ ဘုရား ဖူး ကြ ခြင်း၊ ဆွမ်း ဆန် ချက်ကျွေး လှူဒါန်း ခြင်း များ ပြုလုပ် ကြသည်။ ဓမ္မ စကြာ ဒေသနာ တော် ကို ရွတ်ဖတ် ပူဇော် ကြ၍ မေတ္တာ ပို့ သ ကြပါသည်။ လူငယ် လူရွယ် များ ကို လည်း ဘာသာ ရေး ဆိုင်ရာ သင်တန်း များ တက်ရောက် စေ ၍ ယဉ်ကျေး မှု အမွေ အနှစ် များ ကို ထိန်းသိမ်း ကြရမည် ဖြစ်ကြောင်း ဆွေးနွေး ကြပါသည်။ ကျေးရွာ အသီးသီး ရှိ ကျောင်း ဆရာ ဆရာမ များ ၏ ပံ့ပိုး ကူညီ မှု ဖြင့် ဤ အစီအစဉ် များ အောင်မြင် စွာ ပြီးမြောက် ခဲ့ပါသည်။ xyxy=(602,1798,886,1884)
section-divider xyxy=(602,475,886,476)
article-paragraph: ဗုဒ္ဓဘာသာဝင် ဆရာတော်များ၏ ဟောကြားချက်များ ကို စာစောင်တွင် ဖော်ပြထားသည်။ သတ္တဝါ အပေါင်း တို့ ၏ စိတ်ဓာတ် ကို မြှင့်တင်ရန် ရည်ရွယ်၍ ကိုယ်ကျင့်တရား အကြောင်းကို ရှင်းလင်းပြသထားပါသည်။ လူမှုဘဝ တွင် ကရုဏာ မေတ္တာ ဖြင့် ကြင်နာစွာ ဆက်ဆံကြရန် နှင့် အချင်းချင်း ကူညီ ထောက်ပံ့ ကြရမည် ဖြစ်ကြောင်း ဆိုထားသည်။ ဝိပဿနာ ဘာဝနာ ကမ္မဋ္ဌာန်း ကို နေ့စဉ် ပွားများ အားထုတ်ခြင်း ဖြင့် စိတ်ငြိမ်းချမ်းမှု ရရှိနိုင်ကြောင်း၊ သီလ သမာဓိ ပညာ သုံးပါး ကို လေ့ကျင့် ကြရမည် ဖြစ်ကြောင်း ရေးသားထားပါသည်။ မြို့နယ် ရွာ အသီးသီး မှ ဒါယကာ ဒါယိကာမ များ စုရုံး ကြ၍ ဓမ္မ တရား နာယူ ကြသည်။ ပရိယတ္တိ ပဋိပတ္တိ ပဋိဝေဓ ဟူသော သာသနာ တော် သုံးရပ် ကို ထိန်းသိမ်း စောင့်ရှောက်ကြရန် လည်း တိုက်တွန်း ထားပါသည်။ xyxy=(18,2235,298,2334)
article-paragraph: နိုင်ငံ အနှံ့ ရှိ ဘာသာ ရေး အသင်း အဖွဲ့ များ သည် ဗုဒ္ဓ ၏ အဆုံးအမ များ ကို လိုက်နာ ကျင့်သုံး ကြရန် စည်းရုံး လျက် ရှိပါသည်။ ဥပုသ် သီတင်း ဆောက်တည် ကာ ဘုရား ဖူး ကြ ခြင်း၊ ဆွမ်း ဆန် ချက်ကျွေး လှူဒါန်း ခြင်း များ ပြုလုပ် ကြသည်။ ဓမ္မ စကြာ ဒေသနာ တော် ကို ရွတ်ဖတ် ပူဇော် ကြ၍ မေတ္တာ ပို့ သ ကြပါသည်။ လူငယ် လူရွယ် များ ကို လည်း ဘာသာ ရေး ဆိုင်ရာ သင်တန်း များ တက်ရောက် စေ ၍ ယဉ်ကျေး မှု အမွေ အနှစ် များ ကို ထိန်းသိမ်း ကြရမည် ဖြစ်ကြောင်း ဆွေးနွေး ကြပါသည်။ ကျေးရွာ အသီးသီး ရှိ ကျောင်း ဆရာ ဆရာမ များ ၏ ပံ့ပိုး ကူညီ မှု ဖြင့် ဤ အစီအစဉ် များ အောင်မြင် စွာ ပြီးမြောက် ခဲ့ပါသည်။ xyxy=(602,1428,886,1514)
article-paragraph: ဗုဒ္ဓဘာသာဝင် ဆရာတော်များ၏ ဟောကြားချက်များ ကို စာစောင်တွင် ဖော်ပြထားသည်။ သတ္တဝါ အပေါင်း တို့ ၏ စိတ်ဓာတ် ကို မြှင့်တင်ရန် ရည်ရွယ်၍ ကိုယ်ကျင့်တရား အကြောင်းကို ရှင်းလင်းပြသထားပါသည်။ လူမှုဘဝ တွင် ကရုဏာ မေတ္တာ ဖြင့် ကြင်နာစွာ ဆက်ဆံကြရန် နှင့် အချင်းချင်း ကူညီ ထောက်ပံ့ ကြရမည် ဖြစ်ကြောင်း ဆိုထားသည်။ ဝိပဿနာ ဘာဝနာ ကမ္မဋ္ဌာန်း ကို နေ့စဉ် ပွားများ အားထုတ်ခြင်း ဖြင့် စိတ်ငြိမ်းချမ်းမှု ရရှိနိုင်ကြောင်း၊ သီလ သမာဓိ ပညာ သုံးပါး ကို လေ့ကျင့် ကြရမည် ဖြစ်ကြောင်း ရေးသားထားပါသည်။ မြို့နယ် ရွာ အသီးသီး မှ ဒါယကာ ဒါယိကာမ များ စုရုံး ကြ၍ ဓမ္မ တရား နာယူ ကြသည်။ ပရိယတ္တိ ပဋိပတ္တိ ပဋိဝေဓ ဟူသော သာသနာ တော် သုံးရပ် ကို ထိန်းသိမ်း စောင့်ရှောက်ကြရန် လည်း တိုက်တွန်း ထားပါသည်။ xyxy=(18,2120,298,2219)
article-paragraph: တောင်ကြီး မြို့ ရှိ ဘုန်းတော်ကြီး ကျောင်း တိုက် တွင် နှစ်စဉ် ကျင်းပမြဲ ဓမ္မ သဘင် ကို ဆင်နွှဲ ကျင်းပ ခဲ့ကြပါသည်။ ဆရာတော် ဘုရား များ ၏ ဩဝါဒ တော် များ ကို ကြည်ညို စွာ နာယူ ကြ၍ ဆွမ်း ဆက်ကပ် လှူဒါန်း ကြသည်။ ရွာ သူ ရွာ သား များ အနေဖြင့် ကောင်းမှု ကုသိုလ် ပြုရန် အတွက် ငွေ ကြေး ပစ္စည်း များ ကို စေတနာ ထက်သန် စွာ ထည့်ဝင် ကြပါသည်။ စာပေ ပြန့်ပွား ရေး နှင့် ပညာ ရေး ဆိုင်ရာ လုပ်ငန်း များ ကို လည်း ဆောင်ရွက် လျက် ရှိကြောင်း သိရှိ ရပါသည်။ ပိဋကတ် သုံးပုံ ပါဠိ ဘာသာ ကို မြန်မာ ဘာသာ သို့ ပြန်ဆို ၍ ပုံနှိပ် ထုတ်ဝေ ခြင်း ဖြင့် ယုံကြည် သူ များ အား အထောက်အကူ ပြု ပေးလျက် ရှိပါသည်။ ဤ ကုသိုလ် ကောင်းမှု အဖို့ ကို သတ္တဝါ အားလုံး တို့ အား အမျှ ဝေ ပါသည်။ xyxy=(310,1621,590,1721)
article-paragraph: နိုင်ငံ အနှံ့ ရှိ ဘာသာ ရေး အသင်း အဖွဲ့ များ သည် ဗုဒ္ဓ ၏ အဆုံးအမ များ ကို လိုက်နာ ကျင့်သုံး ကြရန် စည်းရုံး လျက် ရှိပါသည်။ ဥပုသ် သီတင်း ဆောက်တည် ကာ ဘုရား ဖူး ကြ ခြင်း၊ ဆွမ်း ဆန် ချက်ကျွေး လှူဒါန်း ခြင်း များ ပြုလုပ် ကြသည်။ ဓမ္မ စကြာ ဒေသနာ တော် ကို ရွတ်ဖတ် ပူဇော် ကြ၍ မေတ္တာ ပို့ သ ကြပါသည်။ လူငယ် လူရွယ် များ ကို လည်း ဘာသာ ရေး ဆိုင်ရာ သင်တန်း များ တက်ရောက် စေ ၍ ယဉ်ကျေး မှု အမွေ အနှစ် များ ကို ထိန်းသိမ်း ကြရမည် ဖြစ်ကြောင်း ဆွေးနွေး ကြပါသည်။ ကျေးရွာ အသီးသီး ရှိ ကျောင်း ဆရာ ဆရာမ များ ၏ ပံ့ပိုး ကူညီ မှု ဖြင့် ဤ အစီအစဉ် များ အောင်မြင် စွာ ပြီးမြောက် ခဲ့ပါသည်။ xyxy=(602,2086,886,2172)
